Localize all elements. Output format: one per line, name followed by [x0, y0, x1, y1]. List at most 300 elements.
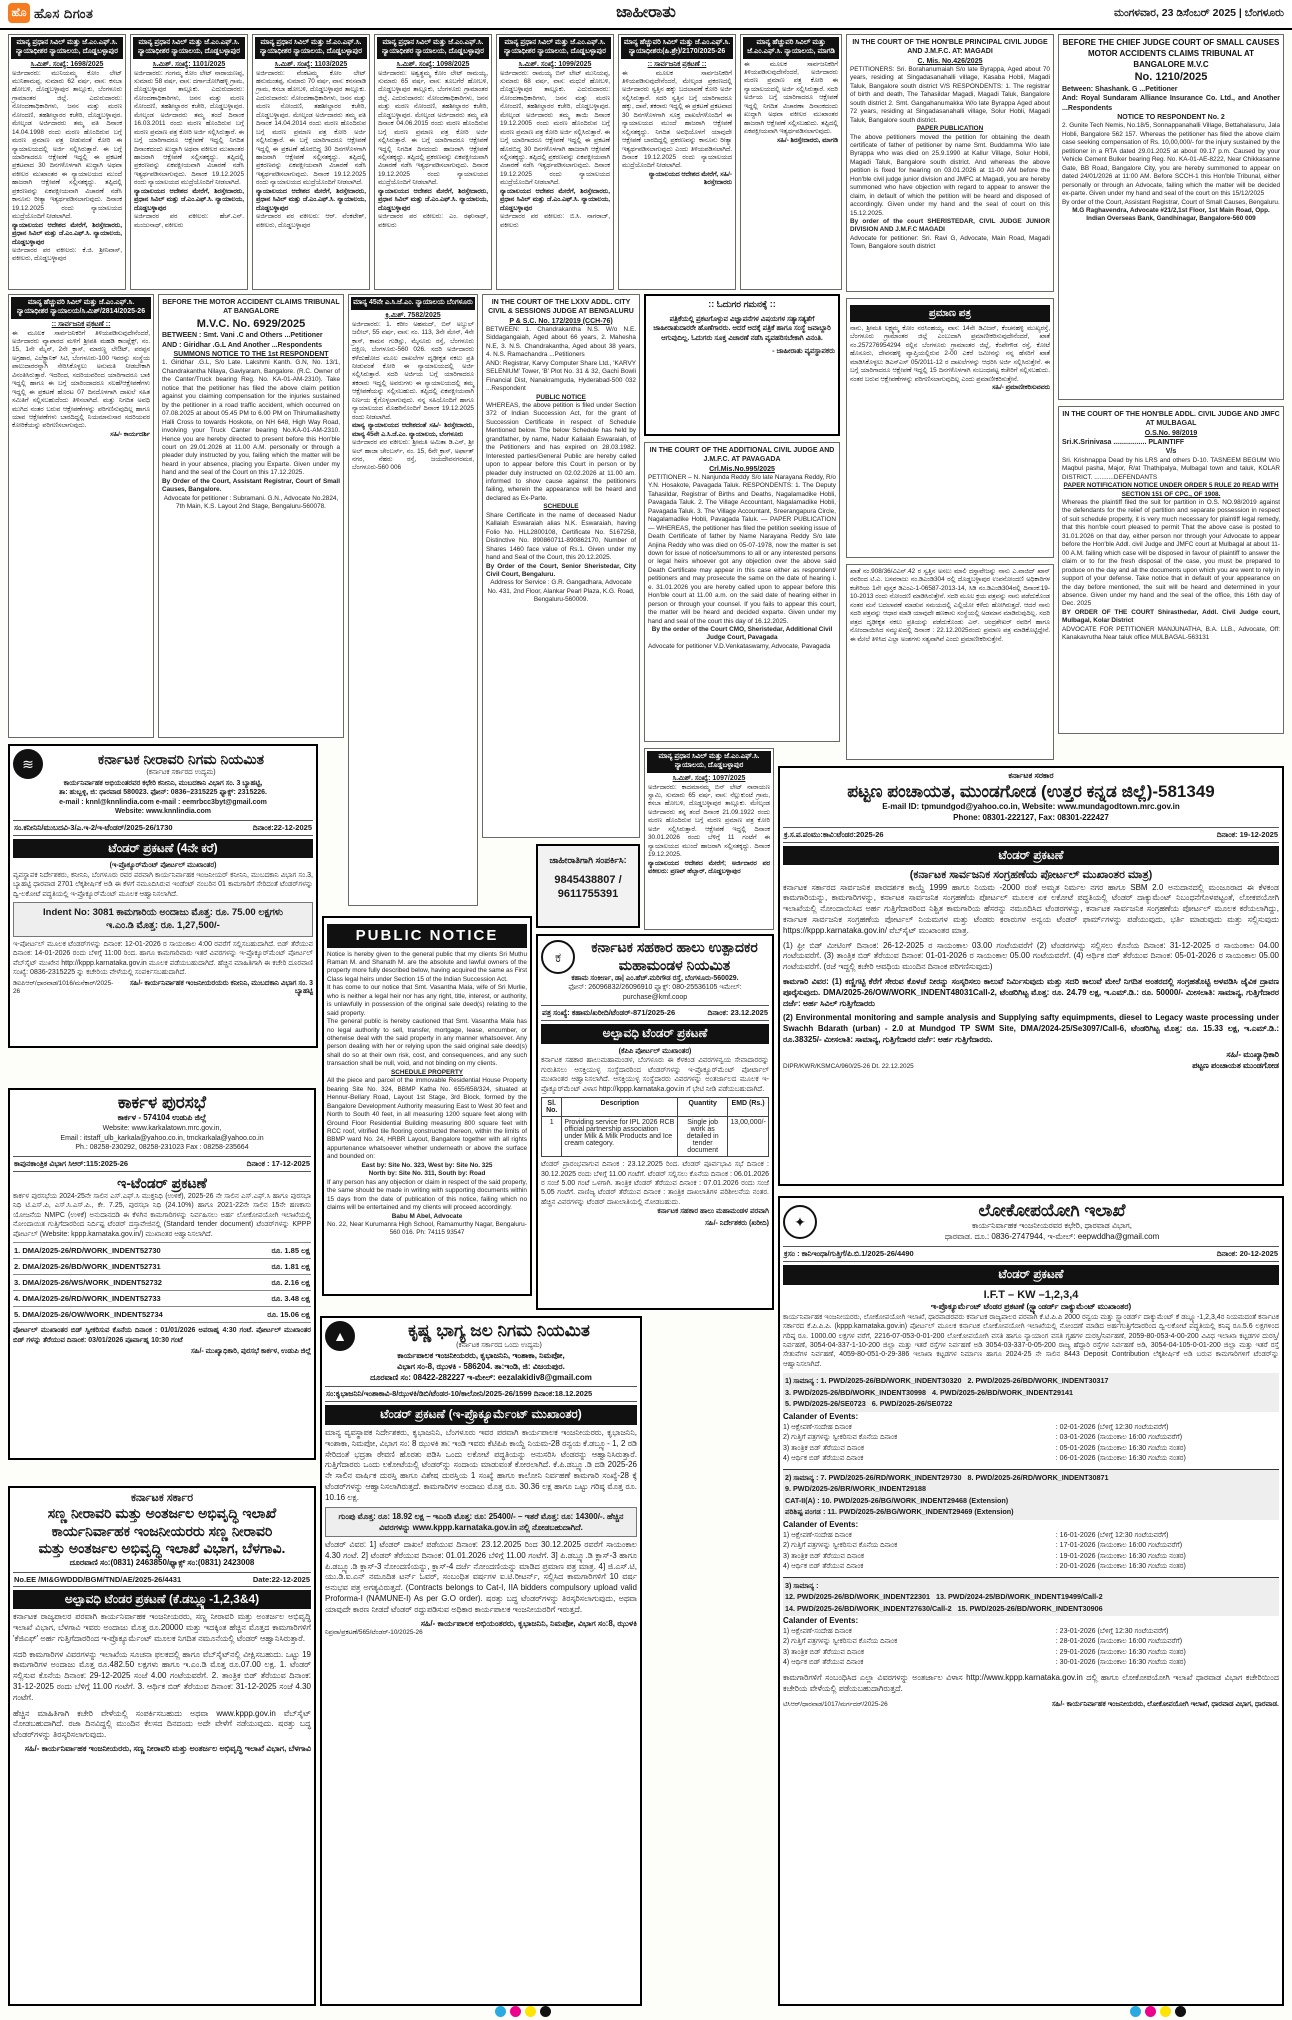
pwd-sub1: ಕಾರ್ಯನಿರ್ವಾಹಕ ಇಂಜನೀಯರವರ ಕಛೇರಿ, ಧಾರವಾಡ ವಿಭಾಗ, [972, 1221, 1132, 1231]
court-notice-doddaballapura-2 [130, 34, 248, 290]
cal-label: 1) ಆಕ್ಷೇಪಣೆ-ಸಂದೇಹ ದಿನಾಂಕ [783, 1423, 852, 1431]
kbjnl-address1: ಕಾರ್ಯಪಾಲಕ ಇಂಜನೀಯರರು, ಕೃಭಾಜನಿನಿ, ಇಂಶಾಕಾ, ನಿಮಪೋ, [397, 1351, 565, 1360]
work-amount: ರೂ. 3.48 ಲಕ್ಷ [271, 1293, 310, 1303]
respondent-line: AND: Registrar, Karvy Computer Share Ltd., 'KARVY SELENIUM' Tower, 'B' Plot No. 31 & 32, Gachi Bowli Financial Dist, Nanakramguda, Hyderabad-500 032 ...Respondent [486, 359, 636, 393]
knnl-logo-icon: ≋ [13, 749, 43, 779]
respondent-line: And: Royal Sundaram Alliance Insurance Co. Ltd., and Another ...Respondents [1062, 95, 1280, 112]
knnl-emails: e-mail : knnl@knnlindia.com e-mail : eemrbcc3byt@gmail.com [59, 798, 267, 806]
advocate-line: Advocate for petitioner V.D.Venkataswamy, Advocate, Pavagada [648, 642, 831, 650]
advocate-line: Advocate for petitioner: Sri. Ravi G, Advocate, Main Road, Magadi Town, Bangalore south district [850, 234, 1050, 251]
court-notice-pavagada [644, 442, 840, 742]
mi-banner: ಅಲ್ಪಾವಧಿ ಟೆಂಡರ ಪ್ರಕಟಣೆ (ಕೆ.ಡಬ್ಲ್ಯೂ-1,2,3&4) [13, 1590, 311, 1610]
notice-footer: ಸಹಿ/- ಕಾರ್ಯದರ್ಶಿ [110, 430, 150, 438]
cal-label: 3) ತಾಂತ್ರಿಕ ಬಿಡ್ ತೆರೆಯುವ ದಿನಾಂಕ [783, 1444, 864, 1452]
notice-title: BEFORE THE CHIEF JUDGE COURT OF SMALL CAUSES MOTOR ACCIDENTS CLAIMS TRIBUNAL AT BANGALORE M.V.C [1062, 38, 1280, 69]
cal-label: 3) ತಾಂತ್ರಿಕ ಬಿಡ್ ತೆರೆಯುವ ದಿನಾಂಕ [783, 1648, 864, 1656]
notice-court-header: ಮಾನ್ಯ ಹೆಚ್ಚುವರಿ ಸಿವಿಲ್ ಮತ್ತು ಜೆ.ಎಂ.ಎಫ್.ಸಿ. ನ್ಯಾಯಾಲಯ, ಮಾಗಡಿ [743, 37, 839, 59]
work-amount: ರೂ. 2.16 ಲಕ್ಷ [271, 1277, 310, 1287]
knnl-address: ಕಾರ್ಯನಿರ್ವಾಹಕ ಅಭಿಯಂತರವರ ಕಛೇರಿ ಕನೀನಿನಿ, ಮುಬದಕಾನಿ ವಿಭಾಗ ಸಂ. 3 ಬ್ಯಾಹಟ್ಟಿ, [63, 780, 263, 787]
order-line: By the order of the Court CMO, Sheristedar, Additional Civil Judge Court, Pavagada [651, 626, 833, 642]
mi-phone: ದೂರವಾಣಿ ಸಂ:(0831) 2463850/ಫ್ಯಾಕ್ಸ್ ಸಂ:(0831) 2423008 [69, 1557, 255, 1567]
work-amount: ರೂ. 15.06 ಲಕ್ಷ [267, 1309, 310, 1319]
public-notice-subhead: :: ಸಾರ್ವಜನಿಕ ಪ್ರಕಟಣೆ :: [51, 320, 111, 328]
pn-para4: If any person has any objection or claim in respect of the said property, the same should be made in writing with supporting documents within 15 days from the date of publication of this notice, failing which no claims will be entertained and my clients will proceed accordingly. [327, 1178, 527, 1212]
mundgod-ref: ಕ್ರ.ಸ.ಪ.ಪಂಮು:ಕಾವಿ:ಟೆಂಡರ:2025-26 [784, 829, 884, 839]
notice-body: ಅರ್ಜಿದಾರರು: 1. ಕರೀಂ ಅಹಮದ್, ಬಿನ್ ಅಬ್ದುಲ್ ಜಲೀಲ್, 55 ವರ್ಷ, ವಾಸ: ನಂ. 113, 3ನೇ ಮೇನ್, 4ನೇ ಕ್ರಾಸ್, ಕಾಮನ ಗುಡಿಸ್ಲು, ಮೈಸೂರು ರಸ್ತೆ, ಬೆಂಗಳೂರು ದಕ್ಷಿಣ, ಬೆಂಗಳೂರು-560 026. ಸದರಿ ಅರ್ಜಿದಾರರು ಕಳೆದುಹೋದ ಮೂಲ ದಾಖಲೆಗಳ ದೃಢೀಕೃತ ನಕಲು ಪ್ರತಿ ನೀಡುವಂತೆ ಕೋರಿ ಈ ನ್ಯಾಯಾಲಯದಲ್ಲಿ ಅರ್ಜಿ ಸಲ್ಲಿಸಿರುತ್ತಾರೆ. ಸದರಿ ಅರ್ಜಿಯ ಬಗ್ಗೆ ಯಾರಿಗಾದರೂ ತಕರಾರು ಇದ್ದಲ್ಲಿ ಅವರುಗಳು ಈ ನ್ಯಾಯಾಲಯದಲ್ಲಿ ತಮ್ಮ ಆಕ್ಷೇಪಣೆಯನ್ನು ಸಲ್ಲಿಸಬಹುದು. ತಪ್ಪಿದಲ್ಲಿ ಏಕಪಕ್ಷೀಯವಾಗಿ ನಿರ್ಣಯ ಕೈಗೊಳ್ಳಲಾಗುವುದು. ನನ್ನ ಸಹಿಯೊಂದಿಗೆ ಹಾಗೂ ನ್ಯಾಯಾಲಯದ ಮೊಹರಿನೊಂದಿಗೆ ದಿನಾಂಕ 19.12.2025 ರಂದು ನೀಡಲಾಗಿದೆ. [352, 320, 474, 421]
work-code: 5. DMA/2025-26/OW/WORK_INDENT52734 [14, 1309, 163, 1319]
group-label: 3) ಸಾಮಾನ್ಯ : [785, 1580, 819, 1590]
notice-court-header: ಮಾನ್ಯ ಪ್ರಧಾನ ಸಿವಿಲ್ ಮತ್ತು ಜೆ.ಎಂ.ಎಫ್.ಸಿ. ನ್ಯಾಯಾಧೀಶರ ನ್ಯಾಯಾಲಯ, ದೊಡ್ಡಬಳ್ಳಾಪುರ [377, 37, 489, 59]
cal-label: 4) ಆರ್ಥಿಕ ಬಿಡ್ ತೆರೆಯುವ ದಿನಾಂಕ [783, 1659, 864, 1667]
notice-body: ಈ ಮೂಲಕ ಸಾರ್ವಜನಿಕರಿಗೆ ತಿಳಿಯಪಡಿಸುವುದೇನೆಂದರೆ, ಅರ್ಜಿದಾರರು ಮರಣ ಪ್ರಮಾಣ ಪತ್ರ ಕೋರಿ ಈ ನ್ಯಾಯಾಲಯದಲ್ಲಿ ಅರ್ಜಿ ಸಲ್ಲಿಸಿರುತ್ತಾರೆ. ಸದರಿ ಅರ್ಜಿಯ ಬಗ್ಗೆ ಯಾರಿಗಾದರೂ ಆಕ್ಷೇಪಣೆ ಇದ್ದಲ್ಲಿ ನಿಗದಿತ ವಿಚಾರಣಾ ದಿನಾಂಕದಂದು ಖುದ್ದಾಗಿ ಅಥವಾ ವಕೀಲರ ಮುಖಾಂತರ ಹಾಜರಾಗಿ ಆಕ್ಷೇಪಣೆ ಸಲ್ಲಿಸಬಹುದು. ತಪ್ಪಿದಲ್ಲಿ ಏಕಪಕ್ಷೀಯವಾಗಿ ಇತ್ಯರ್ಥಪಡಿಸಲಾಗುವುದು. [744, 60, 838, 136]
kmf-phone: ಫೋನ್: 26096832/26096910 ಫ್ಯಾಕ್ಸ್: 080-25536105 ಇಮೇಲ್: purchase@kmf.coop [568, 984, 742, 1001]
cal-label: 2) ಗುತ್ತಿಗೆ ಪತ್ರಗಳನ್ನು ಸ್ವೀಕರಿಸುವ ಕೊನೆಯ ದಿನಾಂಕ [783, 1434, 898, 1442]
date-line: ಮಂಗಳವಾರ, 23 ಡಿಸೆಂಬರ್ 2025 | ಬೆಂಗಳೂರು [1113, 7, 1284, 19]
case-number: ಸಿ.ಮಿಶ್. ಸಂಖ್ಯೆ: 1101/2025 [152, 60, 226, 68]
mundgod-banner: ಟೆಂಡರ್ ಪ್ರಕಟಣೆ [783, 846, 1279, 866]
cat2a-label: CAT-II(A) : [785, 1495, 820, 1505]
notice-title: IN THE COURT OF THE ADDITIONAL CIVIL JUDGE AND J.M.F.C. AT PAVAGADA [649, 447, 835, 464]
kbjnl-ref: ಸಂ:ಕೃಭಾಜನಿನಿ/ಇಂಶಾಕಾವಿ-8/ಝುಳಕಿ/ಡಿಬಿ/ಟೆಂಡರ-10/ಕಾಲೋನಿ/2025-26/1599 ದಿನಾಂಕ:18.12.2025 [326, 1389, 593, 1399]
pwd-footer-para: ಕಾಮಗಾರಿಗಳಿಗೆ ಸಂಬಂಧಿಸಿದ ಎಲ್ಲಾ ವಿವರಗಳನ್ನು ಅಂತರ್ಜಾಲ ವಿಳಾಸ http://www.kppp.karnataka.gov.in ದಲ್ಲಿ ಹಾಗೂ ಲೋಕೋಪಯೋಗಿ ಇಲಾಖೆ ಧಾರವಾಡ ವಿಭಾಗ ಕಚೇರಿಯಿಂದ ಕಚೇರಿಯ ವೇಳೆಯಲ್ಲಿ ಪಡೆಯಬಹುದಾಗಿರುತ್ತದೆ. [783, 1672, 1279, 1693]
pn-bounds2: North by: Site No. 311, South by: Road [368, 1170, 486, 1178]
notice-court-header: ಮಾನ್ಯ 45ನೇ ಎ.ಸಿ.ಜೆ.ಎಂ. ನ್ಯಾಯಾಲಯ ಬೆಂಗಳೂರು [351, 297, 475, 310]
mi-title3: ಮತ್ತು ಅಂತರ್ಜಲ ಅಭಿವೃದ್ಧಿ ಇಲಾಖೆ ವಿಭಾಗ, ಬೆಳಗಾವಿ. [38, 1540, 286, 1557]
notice-footer: ಮಾನ್ಯ ನ್ಯಾಯಾಲಯದ ಆದೇಶದಂತೆ ಸಹಿ/- ಶಿರಸ್ತೇದಾರರು, ಮಾನ್ಯ 45ನೇ ಎ.ಸಿ.ಜೆ.ಎಂ. ನ್ಯಾಯಾಲಯ, ಬೆಂಗಳೂರು [352, 422, 474, 438]
pn-para3: The general public is hereby cautioned that Smt. Vasantha Mala has no legal authority to sell, transfer, mortgage, lease, encumber, or otherwise deal with the said property in any manner whatsoever. Any person dealing with her or relying upon the said original sale deed(s) shall do so at their own risk, cost, and consequences, and any such transaction shall be null, void, and not binding on my clients. [327, 1018, 527, 1068]
court-notice-doddaballapura-1 [8, 34, 126, 290]
knnl-tender-ad [8, 744, 318, 1048]
case-number: M.V.C. No. 6929/2025 [196, 317, 306, 330]
tender-item-row [13, 1275, 311, 1291]
case-number: ಕ್ರಿ.ಮಿಶ್. 7582/2025 [385, 311, 441, 319]
court-notice-addl-civil [618, 34, 736, 290]
cal-label: 3) ತಾಂತ್ರಿಕ ಬಿಡ್ ತೆರೆಯುವ ದಿನಾಂಕ [783, 1552, 864, 1560]
work-indent: 8. PWD/2025-26/RD/WORK_INDENT30871 [967, 1472, 1109, 1482]
summons-head: SUMMONS NOTICE TO THE 1st RESPONDENT [173, 351, 329, 359]
karkala-signature: ಸಹಿ/- ಮುಖ್ಯಾಧಿಕಾರಿ, ಪುರಸಭೆ ಕಾರ್ಕಳ, ಉಡುಪಿ ಜಿಲ್ಲೆ [190, 1348, 311, 1356]
yellow-dot [525, 2006, 536, 2017]
kbjnl-title: ಕೃಷ್ಣ ಭಾಗ್ಯ ಜಲ ನಿಗಮ ನಿಯಮಿತ [408, 1321, 590, 1341]
mi-title2: ಕಾರ್ಯನಿರ್ವಾಹಕ ಇಂಜನೀಯರರು ಸಣ್ಣ ನೀರಾವರಿ [51, 1522, 273, 1539]
mundgod-phone: Phone: 08301-222127, Fax: 08301-222427 [953, 812, 1109, 822]
cal-value: : 05-01-2026 (ಸಾಯಂಕಾಲ 16:30 ಗಂಟೆಯ ನಂತರ) [1055, 1444, 1186, 1452]
notice-head: NOTICE TO RESPONDENT No. 2 [1117, 114, 1225, 121]
notice-court-header: ಮಾನ್ಯ ಹೆಚ್ಚುವರಿ ಸಿವಿಲ್ ಮತ್ತು ಜೆ.ಎಂ.ಎಫ್.ಸಿ. ನ್ಯಾಯಾಧೀಶರು(ಹಿ.ಶ್ರೇ)/2170/2025-26 [621, 37, 733, 59]
mundgod-dipr: DIPR/KWR/KSMCA/960/25-26 Dt. 22.12.2025 [783, 1062, 914, 1070]
kmf-tender-ad [536, 934, 774, 1310]
pwd-date: ದಿನಾಂಕ: 20-12-2025 [1216, 1248, 1278, 1258]
pwd-signature: ಸಹಿ/- ಕಾರ್ಯನಿರ್ವಾಹಕ ಇಂಜನೀಯರರು, ಲೋಕೋಪಯೋಗಿ ಇಲಾಖೆ, ಧಾರವಾಡ ವಿಭಾಗ, ಧಾರವಾಡ. [1051, 1701, 1279, 1709]
readers-sign: - ಜಾಹೀರಾತು ವ್ಯವಸ್ಥಾಪಕರು [772, 348, 835, 355]
advocate-line: ಅರ್ಜಿದಾರರ ಪರ ವಕೀಲರು: ಹೆಚ್.ಎನ್. ಮಂಜುನಾಥ್, ವಕೀಲರು [134, 213, 244, 229]
pn-para1: Notice is hereby given to the general public that my clients Sri Muthu Raman M. and Shanath M. are the absolute and lawful owners of the property more fully described below, having acquired the same as First Class legal heirs under Section 15 of the Indian Succession Act. [327, 950, 527, 983]
knnl-portal-line: (ಇ-ಪ್ರೊಕ್ಯೂರ್‌ಮೆಂಟ್ ಪೋರ್ಟಲ್ ಮುಖಾಂತರ) [109, 862, 217, 870]
advertise-contact-box [536, 844, 640, 928]
notice-body: ಈ ಮೂಲಕ ಸಾರ್ವಜನಿಕರಿಗೆ ತಿಳಿಯಪಡಿಸುವುದೇನೆಂದರೆ, ಅರ್ಜಿದಾರರು ವ್ಯಾಪಾರದ ಮಳಿಗೆ ಶ್ರೀಪತಿ ಮಹಡಿ ಕಾಂಪ್ಲೆಕ್ಸ್, ನಂ. 15, 1ನೇ ಮೈನ್, 2ನೇ ಕ್ರಾಸ್, ಮಾರಣ್ಣ ಲೇಔಟ್, ಪರಪ್ಪನ ಅಗ್ರಹಾರ, ಎಲೆಕ್ಟ್ರಾನಿಕ್ ಸಿಟಿ, ಬೆಂಗಳೂರು-100 ಇವರನ್ನು ಸಂಸ್ಥೆಯ ಪಾಲುದಾರರನ್ನಾಗಿ ಸೇರಿಸಿಕೊಳ್ಳಲು ಅನುಮತಿ ನೀಡಬೇಕಾಗಿ ವಿನಂತಿಸಿರುತ್ತಾರೆ. ಇದರಿಂದ, ಸದರಿಯವರಿಂದ ಯಾರಿಗಾದರೂ ಬಾಕಿ ಇದ್ದಲ್ಲಿ ಹಾಗೂ ಈ ಬಗ್ಗೆ ಯಾರಿಂದಾದರೂ ಸಲಹೆ/ಆಕ್ಷೇಪಣೆಗಳು ಇದ್ದಲ್ಲಿ ಈ ಪ್ರಕಟಣೆ ಹೊರಟ 07 ದಿನದೊಳಗಾಗಿ ದಾಖಲೆ ಸಹಿತ ಸಮಿತಿಗೆ ಸಲ್ಲಿಸಬಹುದೆಂದು ತಿಳಿಸಲಾಗಿದೆ. ಮತ್ತು ನಿಗದಿತ ಅವಧಿ ಮುಗಿದ ನಂತರ ಬರುವ ಆಕ್ಷೇಪಣೆಗಳನ್ನು ಪರಿಗಣಿಸುವುದಿಲ್ಲ ಹಾಗೂ ಯಾವ ಆಕ್ಷೇಪಣೆಗಳು ಬಾರದಿದ್ದಲ್ಲಿ ನಿಯಮಾನುಸಾರ ಸದರಿಯವರ ಕೋರಿಕೆಯನ್ನು ಪರಿಗಣಿಸಲಾಗುವುದು. [12, 329, 150, 430]
cal-value: : 29-01-2026 (ಸಾಯಂಕಾಲ 16:30 ಗಂಟೆಯ ನಂತರ) [1055, 1648, 1186, 1656]
work-indent: 5. PWD/2025-26/SE0723 [785, 1399, 866, 1409]
court-notice-mvc-1210 [1058, 34, 1284, 400]
kbjnl-amounts: ಗುಂಪು ಮೊತ್ತ: ರೂ: 18.92 ಲಕ್ಷ – ಇಎಂಡಿ ಮೊತ್ತ: ರೂ: 25400/- – ಇತರೆ ಮೊತ್ತ: ರೂ: 14300/-. ಹೆಚ್ಚಿನ ವಿವರಗಳನ್ನು www.kppp.karnataka.gov.in ನಲ್ಲಿ ನೋಡಬಹುದಾಗಿದೆ. [325, 1507, 637, 1537]
work-code: 4. DMA/2025-26/RD/WORK_INDENT52733 [14, 1293, 161, 1303]
kmf-portal-line: (ಕೆಪಿಪಿ ಪೋರ್ಟಲ್ ಮುಖಾಂತರ) [618, 1047, 692, 1055]
knnl-para2: ಇ-ಪೋರ್ಟಲ್ ಮೂಲಕ ಟೆಂಡರ್‌ಗಳನ್ನು ದಿನಾಂಕ: 12-01-2026 ರ ಸಾಯಂಕಾಲ 4:00 ರವರೆಗೆ ಸಲ್ಲಿಸಬಹುದಾಗಿದೆ. ಬಿಡ್ ತೆರೆಯುವ ದಿನಾಂಕ: 14-01-2026 ರಂದು ಬೆಳಿಗ್ಗೆ 11:00 ರಿಂದ. ಹಾಗೂ ಕಾಮಗಾರಿವಾರು ಇತರೆ ವಿವರಗಳನ್ನು ಇ-ಪ್ರೊಕ್ಯೂರ್‌ಮೆಂಟ್ ಪೋರ್ಟಲ್ ವೆಬ್‌ಸೈಟ್ ಮುಖೇನ http://kppp.karnataka.gov.in ಮೂಲಕ ಪಡೆಯಬಹುದಾಗಿದೆ. ಹೆಚ್ಚಿನ ಮಾಹಿತಿಗಾಗಿ ಈ ಕಚೇರಿ ದೂರವಾಣಿ ಸಂಖ್ಯೆ: 0836-2315225 ನ್ನು ಕಚೇರಿಯ ವೇಳೆಯಲ್ಲಿ ಸಂಪರ್ಕಿಸಬಹುದಾಗಿದೆ. [13, 940, 313, 976]
notice-footer: ನ್ಯಾಯಾಲಯದ ಆದೇಶದ ಮೇರೆಗೆ, ಶಿರಸ್ತೇದಾರರು, ಪ್ರಧಾನ ಸಿವಿಲ್ ಮತ್ತು ಜೆ.ಎಂ.ಎಫ್.ಸಿ. ನ್ಯಾಯಾಲಯ, ದೊಡ್ಡಬಳ್ಳಾಪುರ [12, 221, 122, 246]
notice-footer: ನ್ಯಾಯಾಲಯದ ಆದೇಶದ ಮೇರೆಗೆ, ಶಿರಸ್ತೇದಾರರು, ಪ್ರಧಾನ ಸಿವಿಲ್ ಮತ್ತು ಜೆ.ಎಂ.ಎಫ್.ಸಿ. ನ್ಯಾಯಾಲಯ, ದೊಡ್ಡಬಳ್ಳಾಪುರ [378, 187, 488, 212]
notice-body: ಅರ್ಜಿದಾರರು: ಅಶ್ವತ್ಥಮ್ಮ ಕೋಂ ಲೇಟ್ ರಾಮಯ್ಯ, ಸುಮಾರು 65 ವರ್ಷ, ವಾಸ: ತೂಬಗೆರೆ ಹೋಬಳಿ, ದೊಡ್ಡಬಳ್ಳಾಪುರ ತಾಲ್ಲೂಕು, ಬೆಂಗಳೂರು ಗ್ರಾಮಾಂತರ ಜಿಲ್ಲೆ. ಎದುರುದಾರರು: ನೋಂದಣಾಧಿಕಾರಿಗಳು, ಜನನ ಮತ್ತು ಮರಣ ನೋಂದಣಿ, ತಹಶೀಲ್ದಾರರ ಕಚೇರಿ, ದೊಡ್ಡಬಳ್ಳಾಪುರ. ಮೇಲ್ಕಂಡ ಅರ್ಜಿದಾರರು ತಮ್ಮ ಪತಿ ದಿನಾಂಕ 04.06.2015 ರಂದು ಮರಣ ಹೊಂದಿರುವ ಬಗ್ಗೆ ಮರಣ ಪ್ರಮಾಣ ಪತ್ರ ಕೋರಿ ಅರ್ಜಿ ಸಲ್ಲಿಸಿರುತ್ತಾರೆ. ಈ ಬಗ್ಗೆ ಯಾರಿಗಾದರೂ ಆಕ್ಷೇಪಣೆ ಇದ್ದಲ್ಲಿ ನಿಗದಿತ ದಿನದಂದು ಹಾಜರಾಗಿ ಆಕ್ಷೇಪಣೆ ಸಲ್ಲಿಸತಕ್ಕದ್ದು. ತಪ್ಪಿದಲ್ಲಿ ಪ್ರಕರಣವನ್ನು ಏಕಪಕ್ಷೀಯವಾಗಿ ವಿಚಾರಣೆ ನಡೆಸಿ ಇತ್ಯರ್ಥಪಡಿಸಲಾಗುವುದು. ದಿನಾಂಕ 19.12.2025 ರಂದು ನ್ಯಾಯಾಲಯದ ಮುದ್ರೆಯೊಂದಿಗೆ ನೀಡಲಾಗಿದೆ. [378, 69, 488, 187]
cal-label: 1) ಆಕ್ಷೇಪಣೆ-ಸಂದೇಹ ದಿನಾಂಕ [783, 1531, 852, 1539]
notice-court-header: ಮಾನ್ಯ ಹೆಚ್ಚುವರಿ ಸಿವಿಲ್ ಮತ್ತು ಜೆ.ಎಂ.ಎಫ್.ಸಿ. ನ್ಯಾಯಾಧೀಶರ ನ್ಯಾಯಾಲಯ/ಸಿ.ಮಿಶ್/2814/2025-26 [11, 297, 151, 319]
readers-title: :: ಓದುಗರ ಗಮನಕ್ಕೆ :: [708, 299, 776, 309]
knnl-signature: ಸಹಿ/- ಕಾರ್ಯನಿರ್ವಾಹಕ ಇಂಜನೀಯರಯರು ಕನೀನಿನಿ, ಮುಬದಕಾನಿ ವಿಭಾಗ ಸಂ. 3 ಬ್ಯಾಹಟ್ಟಿ [129, 980, 313, 996]
magenta-dot [510, 2006, 521, 2017]
mi-para1: ಕರ್ನಾಟಕ ರಾಜ್ಯಪಾಲರ ಪರವಾಗಿ ಕಾರ್ಯನಿರ್ವಾಹಕ ಇಂಜನೀಯರರು, ಸಣ್ಣ ನೀರಾವರಿ ಮತ್ತು ಅಂತರ್ಜಲ ಅಭಿವೃದ್ಧಿ ಇಲಾಖೆ ವಿಭಾಗ, ಬೆಳಗಾವಿ ಇವರು ಅಂದಾಜು ಮೊತ್ತ ರೂ.20000 ಮತ್ತು ಇದಕ್ಕಿಂತ ಹೆಚ್ಚಿನ ಮೊತ್ತದ ಕಾಮಗಾರಿಗಳಿಗೆ 'ಕೆಜಿಎಫ್' ಅರ್ಹ ಗುತ್ತಿಗೆದಾರರಿಂದ ಇ-ಪ್ರೊಕ್ಯೂರ್ಮೆಂಟ್ ಮೂಲಕ ನಿಗದಿತ ನಮೂನೆಯಲ್ಲಿ ಟೆಂಡರ್ ಆಹ್ವಾನಿಸಿರುತ್ತಾರೆ. [13, 1612, 311, 1643]
advocate-line: M.G Raghavendra, Advocate #21/2,1st Floor, 1st Main Road, Opp. Indian Overseas Bank, Gandhinagar, Bangalore-560 009 [1072, 206, 1270, 223]
pwd-sub3: ಇ-ಪ್ರೊಕ್ಯೂರ್ಮೆಂಟ್ ಟೆಂಡರ ಪ್ರಕಟಣೆ (ಸ್ಟ್ಯಾಂಡರ್ಡ್ ದಾಕ್ಯುಮೆಂಟ್ ಮುಖಾಂತರ) [930, 1301, 1132, 1311]
work-code: 1. DMA/2025-26/RD/WORK_INDENT52730 [14, 1245, 161, 1255]
kbjnl-phone: ದೂರವಾಣಿ ಸಂ: 08422-282227 ಇ-ಮೇಲ್: eezalakidiv8@gmail.com [370, 1372, 592, 1382]
karkala-title: ಕಾರ್ಕಳ ಪುರಸಭೆ [117, 1093, 207, 1112]
pwd-logo-icon: ✦ [783, 1205, 817, 1239]
advocate-line: ಅರ್ಜಿದಾರರ ಪರ ವಕೀಲರು: ಶ್ರೀಮತಿ ಅಮಿತಾ ಡಿ.ಎಸ್, ಶ್ರೀ ಅಲ್ ಹಾಜಾ ಚೇಂಬರ್ಸ್, ನಂ. 15, 6ನೇ ಕ್ರಾಸ್, ಅರ್ಫಾತ್ ನಗರ, ನೆಹರು ರಸ್ತೆ, ಜಯದೇವನಗರಮಠ, ಬೆಂಗಳೂರು-560 006 [352, 439, 474, 472]
pwd-title: ಲೋಕೋಪಯೋಗಿ ಇಲಾಖೆ [978, 1201, 1126, 1220]
st-label: ಪರಿಶಿಷ್ಟ ಪಂಗಡ : [785, 1507, 826, 1517]
cell-description: Providing service for IPL 2026 RCB official partnership association under Milk & Milk Products and Ice cream category. [562, 1117, 678, 1157]
court-notice-magadi-kannada [740, 34, 842, 290]
notice-footer: ನ್ಯಾಯಾಲಯದ ಆದೇಶದ ಮೇರೆಗೆ, ಶಿರಸ್ತೇದಾರರು, ಪ್ರಧಾನ ಸಿವಿಲ್ ಮತ್ತು ಜೆ.ಎಂ.ಎಫ್.ಸಿ. ನ್ಯಾಯಾಲಯ, ದೊಡ್ಡಬಳ್ಳಾಪುರ [134, 187, 244, 212]
advocate-line: Address for Service : G.R. Gangadhara, Advocate No. 431, 2nd Floor, Alankar Pearl Plaza, K.G. Road, Bengaluru-560009. [487, 579, 635, 604]
cal-value: : 20-01-2026 (ಸಾಯಂಕಾಲ 16:30 ಗಂಟೆಯ ನಂತರ) [1055, 1563, 1186, 1570]
khata-declaration-notice [846, 564, 1054, 760]
order-line: By order of the court SHERISTEDAR, CIVIL JUDGE JUNIOR DIVISION AND J.M.F.C MAGADI [850, 218, 1050, 234]
notice-body: ಈ ಮೂಲಕ ಸಾರ್ವಜನಿಕರಿಗೆ ತಿಳಿಯಪಡಿಸುವುದೇನೆಂದರೆ, ಮೇಲ್ಕಂಡ ಪ್ರಕರಣದಲ್ಲಿ ಅರ್ಜಿದಾರರು ಸ್ವತ್ತಿನ ಹಕ್ಕು ಬದಲಾವಣೆ ಕೋರಿ ಅರ್ಜಿ ಸಲ್ಲಿಸಿರುತ್ತಾರೆ. ಸದರಿ ಸ್ವತ್ತಿನ ಬಗ್ಗೆ ಯಾರಿಗಾದರೂ ಹಕ್ಕು, ದಾವೆ, ತಕರಾರು ಇದ್ದಲ್ಲಿ ಈ ಪ್ರಕಟಣೆ ಪ್ರಕಟವಾದ 30 ದಿನಗಳೊಳಗಾಗಿ ಸೂಕ್ತ ದಾಖಲೆಗಳೊಂದಿಗೆ ಈ ನ್ಯಾಯಾಲಯದ ಮುಂದೆ ಹಾಜರಾಗಿ ಆಕ್ಷೇಪಣೆ ಸಲ್ಲಿಸತಕ್ಕದ್ದು. ನಿಗದಿತ ಅವಧಿಯೊಳಗೆ ಯಾವುದೇ ಆಕ್ಷೇಪಣೆ ಬಾರದಿದ್ದಲ್ಲಿ ಪ್ರಕರಣವನ್ನು ಕಾನೂನು ರೀತ್ಯಾ ಇತ್ಯರ್ಥಪಡಿಸಲಾಗುವುದು ಎಂದು ತಿಳಿಯಪಡಿಸಲಾಗಿದೆ. ದಿನಾಂಕ 19.12.2025 ರಂದು ನ್ಯಾಯಾಲಯದ ಮುದ್ರೆಯೊಂದಿಗೆ ನೀಡಲಾಗಿದೆ. [622, 69, 732, 170]
case-number: ಸಿ.ಮಿಶ್. ಸಂಖ್ಯೆ: 1097/2025 [672, 774, 746, 782]
plaintiff-line: Sri.K.Srinivasa ................. PLAINTIFF [1062, 438, 1185, 446]
kmf-tender-table [541, 1097, 769, 1157]
cal-label: 2) ಗುತ್ತಿಗೆ ಪತ್ರಗಳನ್ನು ಸ್ವೀಕರಿಸುವ ಕೊನೆಯ ದಿನಾಂಕ [783, 1638, 898, 1646]
kmf-ref: ಪತ್ರ ಸಂಖ್ಯೆ: ಕಹಾಮ/ಖರೀದಿ/ಟೆಂಡರ್-871/2025-26 [542, 1008, 676, 1018]
kmf-table-row [542, 1117, 769, 1157]
notice-footer: ನ್ಯಾಯಾಲಯದ ಆದೇಶದ ಮೇರೆಗೆ; ಅರ್ಜಿದಾರರ ಪರ ವಕೀಲರು: ಪ್ರಣವ್ ಹೆಬ್ಬಾರ್, ದೊಡ್ಡಬಳ್ಳಾಪುರ [648, 859, 770, 876]
pn-schedule: All the piece and parcel of the immovable Residential House Property bearing Site No. 324, BBMP Katha No. 655/658/324, situated at Hennur-Bellary Road, Layout 1st Stage, 3rd Block, formed by the Bangalore Development Authority measuring East to West 30 feet and North to South 40 feet, in all measuring 1200 square feet along with Ground Floor Residential Building measuring 800 square feet with RCC roof, vitrified tile flooring constructed thereon, within the limits of BBMP ward No. 24, HRBR Layout, Bangalore together with all rights appurtenance whatsoever whether underneath or above the surface and bounded on: [327, 1077, 527, 1161]
work-amount: ರೂ. 1.81 ಲಕ್ಷ [271, 1261, 310, 1271]
knnl-indent-line: Indent No: 3081 ಕಾಮಗಾರಿಯ ಅಂದಾಜು ಮೊತ್ತ: ರೂ. 75.00 ಲಕ್ಷಗಳು [43, 907, 283, 919]
defendants-line: Sri. Krishnappa Dead by his LRS and others D-10. TASNEEM BEGUM W/o Maqbul pasha, Major, R/at Thathipalya, Mulbagal town and taluk, KOLAR DISTRICT. ...........DEFENDANTS [1062, 456, 1280, 481]
calendar-head: Calander of Events: [783, 1519, 859, 1529]
karkala-email: Email : itstaff_ulb_karkala@yahoo.co.in, tmckarkala@yahoo.co.in [60, 1134, 264, 1142]
knnl-banner: ಟೆಂಡರ್ ಪ್ರಕಟಣೆ (4ನೇ ಕರೆ) [13, 839, 313, 859]
karkala-ref: ಕಾಪುನಕಾಂತ್ರಿಕ ವಿಭಾಗ ಸಿಆರ್:115:2025-26 [14, 1158, 129, 1168]
notice-footer: ಸಹಿ/- ಶಿರಸ್ತೇದಾರರು, ಮಾಗಡಿ [777, 136, 838, 144]
pn-para2: It has come to our notice that Smt. Vasantha Mala, wife of Sri Murlie, who is neither a legal heir nor has any right, title, interest, or authority, is unlawfully in possession of the original sale deed(s) relating to the said property. [327, 984, 527, 1017]
kmf-logo-icon: ಕ [541, 940, 575, 974]
mundgod-gov: ಕರ್ನಾಟಕ ಸರಕಾರ [1008, 771, 1054, 780]
pwd-group3 [783, 1577, 1279, 1617]
notice-footer: ನ್ಯಾಯಾಲಯದ ಆದೇಶದ ಮೇರೆಗೆ, ಶಿರಸ್ತೇದಾರರು, ಪ್ರಧಾನ ಸಿವಿಲ್ ಮತ್ತು ಜೆ.ಎಂ.ಎಫ್.ಸಿ. ನ್ಯಾಯಾಲಯ, ದೊಡ್ಡಬಳ್ಳಾಪುರ [500, 187, 610, 212]
notice-body: Whereas the plaintiff filed the suit for partition in O.S. NO.98/2019 against the defendants for the relief of partition and separate possession in respect of suit schedule property, it is very much necessary for plaintiff legal remedy, that this hon'ble court pleased to permit That the above case is posted to 31.01.2026 on that day, either person nor through your Advocate to appear before the Hon'ble Addl. civil Judge and JMFC court at Mulbagal at about 11-00 A.M. failing which case will be disposed in favour of plaintiff to answer the claim or to for the fresh disposal of the case, you must be prepared to produce on the day and all the documents upon which you are went to rely in support of your defense. Take notice that in default of your appearance on the day before mentioned, the suit will be heard and determined in your absence. Given under my hand and the seal of the office, this 16th day of Dec. 2025 [1062, 499, 1280, 608]
mundgod-title: ಪಟ್ಟಣ ಪಂಚಾಯತ, ಮುಂಡಗೋಡ (ಉತ್ತರ ಕನ್ನಡ ಜಿಲ್ಲೆ)-581349 [847, 781, 1215, 801]
court-notice-doddaballapura-3 [252, 34, 370, 290]
parties: PETITIONERS: Sri. Borahanumaiah S/o late Byrappa, Aged about 70 years, residing at Singadasanahalli village, Kasaba Hobli, Magadi Taluk, Bangalore south district V/S RESPONDENTS: 1. The registrar of birth and death, The Tahasildar Magadi, Magadi Taluk, Bangalore south district 2. Smt. Gangahanumakka W/o late Byrappa Aged about 72 years, residing at Singadasanahalli village, Solur Hobli, Magadi Taluk, Bangalore south district. [850, 65, 1050, 124]
kbjnl-address2: ವಿಭಾಗ ಸಂ-8, ಝುಳಕಿ - 586204. ತಾ:ಇಂಡಿ, ಜಿ: ವಿಜಯಪುರ. [397, 1361, 565, 1371]
pwd-tender-ad [778, 1196, 1284, 2006]
notice-title: BEFORE THE MOTOR ACCIDENT CLAIMS TRIBUNAL AT BANGALORE [162, 299, 340, 316]
karkala-tender-ad [8, 1088, 316, 1460]
notice-title: IN THE COURT OF THE HON'BLE ADDL. CIVIL JUDGE AND JMFC AT MULBAGAL [1062, 411, 1280, 428]
kbjnl-signature: ಸಹಿ/- ಕಾರ್ಯಪಾಲಕ ಅಭಿಯಂತರರು, ಕೃಭಾಜನಿನಿ, ನಿಮಪೋ, ವಿಭಾಗ ಸಂ:8, ಝುಳಕಿ [420, 1618, 637, 1628]
cyan-dot [1130, 2006, 1141, 2017]
cal-value: : 06-01-2026 (ಸಾಯಂಕಾಲ 16:30 ಗಂಟೆಯ ನಂತರ) [1055, 1455, 1186, 1463]
cal-value: : 28-01-2026 (ಸಾಯಂಕಾಲ 16:00 ಗಂಟೆಯವರೆಗೆ) [1055, 1638, 1183, 1646]
sign-line: ಸಹಿ/- ಪ್ರಮಾಣೀಕರಿಸುವವರು [992, 384, 1050, 392]
notice-court-header: ಮಾನ್ಯ ಪ್ರಧಾನ ಸಿವಿಲ್ ಮತ್ತು ಜೆ.ಎಂ.ಎಫ್.ಸಿ. ನ್ಯಾಯಾಲಯ, ದೊಡ್ಡಬಳ್ಳಾಪುರ [647, 751, 771, 773]
notice-title: IN THE COURT OF THE HON'BLE PRINCIPAL CIVIL JUDGE AND J.M.F.C. AT: MAGADI [852, 39, 1048, 56]
case-number: No. 1210/2025 [1134, 71, 1208, 84]
cmyk-registration-marks [495, 2006, 551, 2017]
pn-schedule-head: SCHEDULE PROPERTY [390, 1068, 464, 1076]
notice-court-header: ಮಾನ್ಯ ಪ್ರಧಾನ ಸಿವಿಲ್ ಮತ್ತು ಜೆ.ಎಂ.ಎಫ್.ಸಿ. ನ್ಯಾಯಾಧೀಶರ ನ್ಯಾಯಾಲಯ, ದೊಡ್ಡಬಳ್ಳಾಪುರ [255, 37, 367, 59]
notice-body: ಅರ್ಜಿದಾರರು: ವೆಂಕಟಮ್ಮ ಕೋಂ ಲೇಟ್ ಹನುಮಂತಪ್ಪ, ಸುಮಾರು 70 ವರ್ಷ, ವಾಸ: ಕನಸವಾಡಿ ಗ್ರಾಮ, ಕಸಬಾ ಹೋಬಳಿ, ದೊಡ್ಡಬಳ್ಳಾಪುರ ತಾಲ್ಲೂಕು. ಎದುರುದಾರರು: ನೋಂದಣಾಧಿಕಾರಿಗಳು, ಜನನ ಮತ್ತು ಮರಣ ನೋಂದಣಿ, ತಹಶೀಲ್ದಾರರ ಕಚೇರಿ, ದೊಡ್ಡಬಳ್ಳಾಪುರ. ಮೇಲ್ಕಂಡ ಅರ್ಜಿದಾರರು ತಮ್ಮ ಪತಿ ದಿನಾಂಕ 14.04.2014 ರಂದು ಮರಣ ಹೊಂದಿರುವ ಬಗ್ಗೆ ಮರಣ ಪ್ರಮಾಣ ಪತ್ರ ಕೋರಿ ಅರ್ಜಿ ಸಲ್ಲಿಸಿರುತ್ತಾರೆ. ಈ ಬಗ್ಗೆ ಯಾರಿಗಾದರೂ ಆಕ್ಷೇಪಣೆ ಇದ್ದಲ್ಲಿ ಈ ಪ್ರಕಟಣೆ ಹೊರಬಿದ್ದ 30 ದಿನಗಳೊಳಗಾಗಿ ಹಾಜರಾಗಿ ಆಕ್ಷೇಪಣೆ ಸಲ್ಲಿಸತಕ್ಕದ್ದು. ತಪ್ಪಿದಲ್ಲಿ ಪ್ರಕರಣವನ್ನು ಏಕಪಕ್ಷೀಯವಾಗಿ ವಿಚಾರಣೆ ನಡೆಸಿ ಇತ್ಯರ್ಥಪಡಿಸಲಾಗುವುದು. ದಿನಾಂಕ 19.12.2025 ರಂದು ನ್ಯಾಯಾಲಯದ ಮುದ್ರೆಯೊಂದಿಗೆ ನೀಡಲಾಗಿದೆ. [256, 69, 366, 187]
col-emd: EMD (Rs.) [728, 1098, 769, 1117]
kmf-title2: ಮಹಾಮಂಡಳ ನಿಯಮಿತ [618, 956, 731, 973]
black-dot [1175, 2006, 1186, 2017]
notice-court-header: ಮಾನ್ಯ ಪ್ರಧಾನ ಸಿವಿಲ್ ಮತ್ತು ಜೆ.ಎಂ.ಎಫ್.ಸಿ. ನ್ಯಾಯಾಧೀಶರ ನ್ಯಾಯಾಲಯ, ದೊಡ್ಡಬಳ್ಳಾಪುರ [11, 37, 123, 59]
kbjnl-para1: ಮಾನ್ಯ ವ್ಯವಸ್ಥಾಪಕ ನಿರ್ದೇಶಕರು, ಕೃಭಾಜನಿನಿ, ಬೆಂಗಳೂರು ಇವರ ಪರವಾಗಿ ಕಾರ್ಯಪಾಲಕ ಇಂಜನೀಯರರು, ಕೃಭಾಜನಿನಿ, ಇಂಶಾಕಾ, ನಿಮಪೋ, ವಿಭಾಗ ಸಂ: 8 ಝುಳಕಿ ತಾ: ಇಂಡಿ ಇವರು ಕೆಟಿಪಿಪಿ ಕಾಯ್ದೆ ನಿಯಮ-28 ರನ್ವಯ ಕೆ.ಡಬ್ಲ್ಯೂ- 1, 2 ರಡಿ ಸೇರಿದಂತೆ ಭದ್ರತಾ ಠೇವಣಿ ಹೊರತು ಪಡಿಸಿ ಒಂದು ಲಕೋಟೆ ಪದ್ಧತಿಯನ್ನು ಅನುಸರಿಸಿ ಟೆಂಡರನ್ನು ಆಹ್ವಾನಿಸಿರುತ್ತಾರೆ. ಗುತ್ತಿಗೆದಾರರು ಒಂದು ಲಕೋಟೆಯಲ್ಲಿ ಟೆಂಡರ್‌ನ್ನು ಸಂದಾಯ ಮಾಡುವಂತೆ ಕೋರಲಾಗಿದೆ. ಕೆ.ಪಿ.ಡಬ್ಲ್ಯೂ.ಡಿ ದಡಿ 2025-26 ನೇ ಸಾಲಿನ ವಾರ್ಷಿಕ ದುರಸ್ತಿ ಹಾಗೂ ವಿಶೇಷ ದುರಸ್ತಿಯ 1 ಸಂಖ್ಯೆ ಹಾಗೂ ಕಾಲೋನಿ ನಿರ್ವಹಣೆ ಕಾಮಗಾರಿ ಸಂಖ್ಯೆ-28 ಕ್ಕೆ ಟೆಂಡರ್‌ಗಳನ್ನು ಆಹ್ವಾನಿಸಲಾಗಿರುತ್ತದೆ. ಕಾಮಗಾರಿಗಳ ಅಂದಾಜು ಮೊತ್ತ ರೂ. 30.36 ಲಕ್ಷ ಹಾಗೂ ಒಟ್ಟು ಗರಿಷ್ಠ ಮೊತ್ತ ರೂ. 10.16 ಲಕ್ಷ. [325, 1427, 637, 1502]
cal-value: : 19-01-2026 (ಸಾಯಂಕಾಲ 16:30 ಗಂಟೆಯ ನಂತರ) [1055, 1552, 1186, 1560]
court-notice-mvc-6929 [158, 294, 344, 738]
case-number: ಸಿ.ಮಿಶ್. ಸಂಖ್ಯೆ: 1698/2025 [30, 60, 104, 68]
knnl-ref: ಸಂ.ಕನೀನಿನಿ/ಮುಬದವಿ-3/ಎ.ಇ-2/ಇ-ಟೆಂಡರ್/2025-26/1730 [14, 822, 173, 832]
cell-slno: 1 [542, 1117, 562, 1157]
court-notice-doddaballapura-4 [374, 34, 492, 290]
work-code: 3. DMA/2025-26/WS/WORK_INDENT52732 [14, 1277, 162, 1287]
work-indent: 11. PWD/2025-26/BG/WORK_INDENT29469 (Extension) [827, 1507, 1014, 1517]
cmyk-registration-marks [1130, 2006, 1186, 2017]
tender-item-row [13, 1259, 311, 1275]
between-line: Between: Shashank. G ...Petitioner [1062, 85, 1178, 93]
newspaper-logo-icon: ಹೊ [8, 3, 30, 23]
notice-body: ಅರ್ಜಿದಾರರು: ಕಾದಮಾನಮ್ಮ ಬಿನ್ ಲೇಟ್ ನಾರಾಯಣ ಸ್ವಾಮಿ, ಸುಮಾರು 65 ವರ್ಷ, ವಾಸ: ನೆಲ್ಲುಕುಂಟೆ ಗ್ರಾಮ, ಕಸಬಾ ಹೋಬಳಿ, ದೊಡ್ಡಬಳ್ಳಾಪುರ ತಾಲ್ಲೂಕು. ಮೇಲ್ಕಂಡ ಅರ್ಜಿದಾರರು ತನ್ನ ತಂದೆ ದಿನಾಂಕ 21.09.1922 ರಂದು ಮರಣ ಹೊಂದಿರುವ ಬಗ್ಗೆ ಮರಣ ಪ್ರಮಾಣ ಪತ್ರ ಕೋರಿ ಅರ್ಜಿ ಸಲ್ಲಿಸಿರುತ್ತಾರೆ. ಆಕ್ಷೇಪಣೆ ಇದ್ದಲ್ಲಿ ದಿನಾಂಕ 30.01.2026 ರಂದು ಬೆಳಿಗ್ಗೆ 11 ಗಂಟೆಗೆ ಈ ನ್ಯಾಯಾಲಯದ ಮುಂದೆ ಹಾಜರಾಗಿ ಸಲ್ಲಿಸತಕ್ಕದ್ದು. ದಿನಾಂಕ 19.12.2025. [648, 783, 770, 859]
kmf-sig1: ಕರ್ನಾಟಕ ಸಹಕಾರ ಹಾಲು ಮಹಾಮಂಡಳ ಪರವಾಗಿ [657, 1208, 769, 1216]
karkala-phone: Ph.: 08258-230292, 08258-231023 Fax : 08258-235664 [75, 1144, 249, 1152]
masthead: ಹೊಸ ದಿಗಂತ [34, 6, 94, 21]
pramana-header: ಪ್ರಮಾಣ ಪತ್ರ [850, 305, 1050, 322]
case-number: O.S.No. 98/2019 [1144, 429, 1198, 437]
col-description: Description [562, 1098, 678, 1117]
schedule-head: SCHEDULE [543, 503, 579, 511]
pwd-para1: ಕಾರ್ಯನಿರ್ವಾಹಕ ಇಂಜನೀಯರರು, ಲೋಕೋಪಯೋಗಿ ಇಲಾಖೆ, ಧಾರವಾಡರವರು ಕರ್ನಾಟಕ ರಾಜ್ಯಪಾಲರ ಪರವಾಗಿ ಕೆ.ಟಿ.ಪಿ.ಪಿ 2000 ರನ್ವಯ ಮತ್ತು ಸ್ಟ್ಯಾಂಡರ್ಡ್ ದಾಕ್ಯುಮೆಂಟ್ ಕೆ ಡಬ್ಲ್ಯೂ-1,2,3,4ರ ನಿಯಮದಂತೆ ಕರ್ನಾಟಕ ಸರ್ಕಾರದ ಕೆ.ಪಿ.ಪಿ.ಪಿ. (kppp.karnataka.gov.in) ಪೋರ್ಟಲ್ ಮೂಲಕ ಕರ್ನಾಟಕ ಲೋಕೋಪಯೋಗಿ ಇಲಾಖೆಯಲ್ಲಿ ನೋಂದಣೆ ಮಾಡಿದ ಅರ್ಹಗುತ್ತಿಗೆದಾರರಿಂದ ದ್ವಿ-ಲಕೋಟೆ ಪದ್ಧತಿಯಲ್ಲಿ ಕನಿಷ್ಠ ರೂ.5.6 ಲಕ್ಷಗಳಿಂದ ಗರಿಷ್ಠ ರೂ. 1000.00 ಲಕ್ಷಗಳ ವರೆಗೆ, 2216-07-053-0-01-200 ಲೋಕೋಪಯೋಗಿ ವಸತಿ ಹಾಗೂ ನ್ಯಾಯಾಂಗ ವಸತಿ ಗೃಹಗಳ ದುರಸ್ತಿ/ನಿರ್ವಹಣೆ, 2059-80-053-4-00-200 ವಿವಿಧ ಇಲಾಖಾ ಕಟ್ಟಡಗಳ ದುರಸ್ತಿ/ನಿರ್ವಹಣೆ, 3054-04-337-1-10-200 ಜಿಲ್ಲಾ ಮತ್ತು ಇತರೆ ರಸ್ತೆಗಳ ನಿರ್ವಹಣೆ ಅಡಿ 3054-03-337-0-05-200 ರಾಜ್ಯ ಹೆದ್ದಾರಿ ರಸ್ತೆಗಳ ನಿರ್ವಹಣೆ ಅಡಿ, 3054-04-105-0-01-200 ಜಿಲ್ಲಾ ಮತ್ತು ಇತರೆ ರಸ್ತೆ ಸೇತುವೆಗಳ ನಿರ್ವಹಣೆ, 4059-80-051-0-29-386 ಇಲಾಖಾ ಕಟ್ಟಡಗಳ ನಿರ್ಮಾಣ ಹಾಗೂ 2024-25 ನೇ ಸಾಲಿನ 8443 Deposit Contribution ಲೆಕ್ಕಶೀರ್ಷಿಕೆ ಅಡಿ ಬರುವ ಕಾಮಗಾರಿಗಳಿಗೆ ಟೆಂಡರ್‌ನ್ನು ಆಹ್ವಾನಿಸಲಾಗಿದೆ. [783, 1313, 1279, 1368]
pwd-group1 [783, 1373, 1279, 1412]
case-number: ಸಿ.ಮಿಶ್. ಸಂಖ್ಯೆ: 1098/2025 [396, 60, 470, 68]
pwd-dipr: ಟಿಸಿಆರ್/ಧಾರವಾಡ/1017/ಮರ್ಗದರ್/2025-26 [783, 1700, 888, 1708]
readers-attention-box [644, 294, 840, 436]
mundgod-dates: (1) ಫ್ರೀ ಬಿಡ್ ಮೀಟಿಂಗ್ ದಿನಾಂಕ: 26-12-2025 ರ ಸಾಯಂಕಾಲ 03.00 ಗಂಟೆಯವರೆಗೆ (2) ಟೆಂಡರಗಳನ್ನು ಸಲ್ಲಿಸಲು ಕೊನೆಯ ದಿನಾಂಕ: 31-12-2025 ರ ಸಾಯಂಕಾಲ 04.00 ಗಂಟೆಯವರೆಗೆ. (3) ತಾಂತ್ರಿಕ ಬಿಡ್ ತೆರೆಯುವ ದಿನಾಂಕ: 01-01-2026 ರ ಸಾಯಂಕಾಲ 05.00 ಗಂಟೆಯವರೆಗೆ. (4) ಆರ್ಥಿಕ ಬಿಡ್ ತೆರೆಯುವ ದಿನಾಂಕ: 05-01-2026 ರ ಸಾಯಂಕಾಲ 05.00 ಗಂಟೆಯವರೆಗೆ. (ರಜೆ ಇದ್ದಲ್ಲಿ ಕಚೇರಿ ಆವಧಿಯ ಮುಂದಿನ ದಿನಾಂಕ ಪರಿಗಣಿಸುವುದು) [783, 940, 1279, 972]
mi-signature: ಸಹಿ/- ಕಾರ್ಯನಿರ್ವಾಹಕ ಇಂಜನೀಯರರು, ಸಣ್ಣ ನೀರಾವರಿ ಮತ್ತು ಅಂತರ್ಜಲ ಅಭಿವೃದ್ಧಿ ಇಲಾಖೆ ವಿಭಾಗ, ಬೆಳಗಾವಿ [24, 1743, 311, 1753]
group-label: 1) ಸಾಮಾನ್ಯ : [785, 1376, 819, 1386]
minor-irrigation-tender-ad [8, 1486, 316, 2006]
court-notice-acjm-7582 [348, 294, 478, 906]
order-line: By Order of the Court, Senior Sheristedar, City Civil Court, Bengaluru. [486, 562, 636, 579]
pwd-group2 [783, 1469, 1279, 1520]
karkala-subtitle: ಕಾರ್ಕಳ - 574104 ಉಡುಪಿ ಜಿಲ್ಲೆ [117, 1113, 207, 1123]
kmf-banner: ಅಲ್ಪಾವಧಿ ಟೆಂಡರ್ ಪ್ರಕಟಣೆ [541, 1024, 769, 1044]
cal-label: 1) ಆಕ್ಷೇಪಣೆ-ಸಂದೇಹ ದಿನಾಂಕ [783, 1627, 852, 1635]
advocate-line: Advocate for petitioner : Subramani. G.N., Advocate No.2824, 7th Main, K.S. Layout 2nd Stage, Bengaluru-560078. [163, 494, 339, 511]
cal-value: : 02-01-2026 (ಬೆಳಿಗ್ಗೆ 12:30 ಗಂಟೆಯವರೆಗೆ) [1055, 1423, 1169, 1431]
case-number: ಸಿ.ಮಿಶ್. ಸಂಖ್ಯೆ: 1103/2025 [274, 60, 348, 68]
court-notice-mulbagal [1058, 406, 1284, 734]
knnl-date: ದಿನಾಂಕ:22-12-2025 [252, 822, 312, 832]
mi-para3: ಹೆಚ್ಚಿನ ಮಾಹಿತಿಗಾಗಿ ಕಚೇರಿ ವೇಳೆಯಲ್ಲಿ ಸಂಪರ್ಕಿಸಬಹುದು ಅಥವಾ www.kppp.gov.in ವೆಬ್‌ಸೈಟ್ ನೋಡಬಹುದಾಗಿದೆ. ರಜಾ ದಿನವಿದ್ದಲ್ಲಿ ಮುಂದಿನ ಕೆಲಸದ ದಿನದಂದು ಅದೇ ವೇಳೆಗೆ ನಡೆಯುವುದು. ಷರತ್ತು ಬದ್ಧ ಟೆಂಡರ್‌ಗಳನ್ನು ತಿರಸ್ಕರಿಸಲಾಗುವುದು. [13, 1708, 311, 1740]
cell-emd: 13,00,000/- [728, 1117, 769, 1157]
case-number: ಸಿ.ಮಿಶ್. ಸಂಖ್ಯೆ: 1099/2025 [518, 60, 592, 68]
mi-ref: No.EE /MI&GWDDD/BGM/TND/AE/2025-26/4431 [14, 1574, 182, 1584]
yellow-dot [1160, 2006, 1171, 2017]
work-indent: 10. PWD/2025-26/BG/WORK_INDENT29468 (Extension) [821, 1495, 1009, 1505]
notice-body: ಅರ್ಜಿದಾರರು: ರಾಮಯ್ಯ ಬಿನ್ ಲೇಟ್ ಮುನಿಯಪ್ಪ, ಸುಮಾರು 68 ವರ್ಷ, ವಾಸ: ಮಧುರೆ ಹೋಬಳಿ, ದೊಡ್ಡಬಳ್ಳಾಪುರ ತಾಲ್ಲೂಕು. ಎದುರುದಾರರು: ನೋಂದಣಾಧಿಕಾರಿಗಳು, ಜನನ ಮತ್ತು ಮರಣ ನೋಂದಣಿ, ತಹಶೀಲ್ದಾರರ ಕಚೇರಿ, ದೊಡ್ಡಬಳ್ಳಾಪುರ. ಮೇಲ್ಕಂಡ ಅರ್ಜಿದಾರರು ತಮ್ಮ ತಾಯಿ ದಿನಾಂಕ 19.12.2005 ರಂದು ಮರಣ ಹೊಂದಿರುವ ಬಗ್ಗೆ ಮರಣ ಪ್ರಮಾಣ ಪತ್ರ ಕೋರಿ ಅರ್ಜಿ ಸಲ್ಲಿಸಿರುತ್ತಾರೆ. ಈ ಬಗ್ಗೆ ಯಾರಿಗಾದರೂ ಆಕ್ಷೇಪಣೆ ಇದ್ದಲ್ಲಿ ಈ ಪ್ರಕಟಣೆ ಹೊರಬಿದ್ದ 30 ದಿನಗಳೊಳಗಾಗಿ ಹಾಜರಾಗಿ ಆಕ್ಷೇಪಣೆ ಸಲ್ಲಿಸತಕ್ಕದ್ದು. ತಪ್ಪಿದಲ್ಲಿ ಪ್ರಕರಣವನ್ನು ಏಕಪಕ್ಷೀಯವಾಗಿ ವಿಚಾರಣೆ ನಡೆಸಿ ಇತ್ಯರ್ಥಪಡಿಸಲಾಗುವುದು. ದಿನಾಂಕ 19.12.2025 ರಂದು ನ್ಯಾಯಾಲಯದ ಮುದ್ರೆಯೊಂದಿಗೆ ನೀಡಲಾಗಿದೆ. [500, 69, 610, 187]
col-quantity: Quantity [678, 1098, 728, 1117]
work-indent: 3. PWD/2025-26/BD/WORK_INDENT30998 [785, 1387, 927, 1397]
notice-head: PAPER NOTIFICATION NOTICE UNDER ORDER 5 RULE 20 READ WITH SECTION 151 OF CPC., OF 1908. [1063, 482, 1279, 498]
cal-value: : 17-01-2026 (ಸಾಯಂಕಾಲ 16:00 ಗಂಟೆಯವರೆಗೆ) [1055, 1542, 1183, 1549]
court-notice-cmis-1097 [644, 748, 774, 930]
work-indent: 7. PWD/2025-26/RD/WORK_INDENT29730 [820, 1472, 962, 1482]
kmf-signature: ಸಹಿ/- ನಿರ್ದೇಶಕರು (ಖರೀದಿ) [705, 1219, 769, 1227]
case-number: Crl.Mis.No.995/2025 [709, 465, 775, 473]
kmf-address: ಕಹಾಮ ಸಂಕೀರ್ಣ, ಡಾ| ಎಂ.ಹೆಚ್.ಮರಿಗೌಡ ರಸ್ತೆ, ಬೆಂಗಳೂರು-560029. [571, 975, 739, 982]
mundgod-work1: ಕಾಮಗಾರಿ ವಿವರ: (1) ಕಣ್ಣಿಗಟ್ಟಿ ಕೆರೆಗೆ ಸೇರುವ ಕೊಳಚೆ ನೀರನ್ನು ಸಂಸ್ಕರಿಸಲು ಕಾಲುವೆ ನಿರ್ಮಿಸುವುದು ಮತ್ತು ಸದರಿ ಕಾಲುವೆ ಮೇಲೆ ನಿಗದಿತ ಅಂತರದಲ್ಲಿ ಸಂಗ್ರಹತೊಟ್ಟಿ ಅಳವಡಿಸಿ ಜೈವಿಕ ದ್ರಾವಣ ಪೂರೈಸುವುದು. DMA/2025-26/OW/WORK_INDENT48031Call-2, ಟೆಂಡರಿಗಿಟ್ಟ ಮೊತ್ತ: ರೂ. 24.79 ಲಕ್ಷ, ಇ.ಎಮ್.ಡಿ.: ರೂ. 50000/- ಮೀಸಲಾತಿ: ಸಾಮಾನ್ಯ, ಗುತ್ತಿಗೆದಾರರ ದರ್ಜೆ: ಅರ್ಹ ಸಿವಿಲ್ ಗುತ್ತಿಗೆದಾರರು [783, 977, 1279, 1008]
karkala-date: ದಿನಾಂಕ : 17-12-2025 [246, 1158, 310, 1168]
pwd-sub2: ಧಾರವಾಡ. ದೂ.: 0836-2747944, ಇ-ಮೇಲ್: eepwddha@gmail.com [944, 1232, 1160, 1242]
court-notice-magadi-english [846, 34, 1054, 292]
cell-quantity: Single job work as detailed in tender document [678, 1117, 728, 1157]
cal-value: : 03-01-2026 (ಸಾಯಂಕಾಲ 16:00 ಗಂಟೆಯವರೆಗೆ) [1055, 1434, 1183, 1442]
mi-gov: ಕರ್ನಾಟಕ ಸರ್ಕಾರ [130, 1492, 194, 1504]
kbjnl-dipr: ನಿಪ್ರವಾ/ಪ್ರಕಟಣೆ/565/ಟೆಂಡರ್-10/2025-26 [325, 1628, 423, 1636]
mundgod-para1: ಕರ್ನಾಟಕ ಸರ್ಕಾರದ ಸಾರ್ವಜನಿಕ ಪಾರದರ್ಶಕ ಕಾಯ್ದೆ 1999 ಹಾಗೂ ನಿಯಮ -2000 ರಂತೆ ಅಮೃತ ನಿರ್ಮಲ ನಗರ ಹಾಗೂ SBM 2.0 ಅನುದಾನದಲ್ಲಿ ಮಂಜೂರಾದ ಈ ಕೆಳಕಂಡ ಕಾಮಗಾರಿಯನ್ನು, ಕಾಮಗಾರಿಗಳನ್ನು, ಕರ್ನಾಟಕ ಸಾರ್ವಜನಿಕ ಸಂಗ್ರಹಣೆಯ ಪೋರ್ಟಲ್ ಮೂಲಕ ಏಕ ಲಕೋಟೆ ಪದ್ಧತಿಯಲ್ಲಿ ಟೆಂಡರ್ ದಾಕ್ಯುಮೆಂಟ್ ನಿಬಂಧನೆಗೊಳಪಟ್ಟಂತೆ, ಲೋಕಪಯೋಗಿ ಇಲಾಖೆಯಲ್ಲಿ ನೋಂದಾಯಿಸಿದ ಅರ್ಹ ಗುತ್ತಿಗೆದಾರರಿಂದ ನಿಶ್ಚಿತ ಕಾಮಗಾರಿಯ ಹೆಸರನ್ನು ನಮೂದಿಸಿದ ಟೆಂಡರಗಳನ್ನು, ಕರ್ನಾಟಕ ಸಾರ್ವಜನಿಕ ಸಂಗ್ರಹಣೆಯ ಪೋರ್ಟಲ್ ಮೂಲಕ ಕರೆಯಲಾಗಿದ್ದು, ಕರ್ನಾಟಕ ಸಾರ್ವಜನಿಕ ಸಂಗ್ರಹಣೆಯ ಪೋರ್ಟಲ್ ನಿಯಮಗಳ ಮತ್ತು ಟೆಂಡರು ಕರಾರುಗಳ ಅನ್ವಯ ಟೆಂಡರ್ ಫಾರ್ಮ್‌ಗಳನ್ನು ಪಡೆಯುವುದು, ಭರ್ತಿ ಮಾಡುವುದು ಮತ್ತು ಸಲ್ಲಿಸುವುದು https://kppp.karnataka.gov.in/ ವೆಬ್‌ಸೈಟ್ ಮುಖಾಂತರ ಮಾತ್ರ. [783, 882, 1279, 935]
mundgod-portal-line: (ಕರ್ನಾಟಕ ಸಾರ್ವಜನಿಕ ಸಂಗ್ರಹಣೆಯ ಪೋರ್ಟಲ್ ಮುಖಾಂತರ ಮಾತ್ರ) [909, 869, 1153, 882]
court-notice-lxxv [482, 294, 640, 838]
notice-body: ಅರ್ಜಿದಾರರು: ಮುನಿಯಮ್ಮ ಕೋಂ ಲೇಟ್ ಮುನಿಶಾಮಪ್ಪ, ಸುಮಾರು 62 ವರ್ಷ, ವಾಸ: ಕಸಬಾ ಹೋಬಳಿ, ದೊಡ್ಡಬಳ್ಳಾಪುರ ತಾಲ್ಲೂಕು, ಬೆಂಗಳೂರು ಗ್ರಾಮಾಂತರ ಜಿಲ್ಲೆ. ಎದುರುದಾರರು: ನೋಂದಣಾಧಿಕಾರಿಗಳು, ಜನನ ಮತ್ತು ಮರಣ ನೋಂದಣಿ, ತಹಶೀಲ್ದಾರರ ಕಚೇರಿ, ದೊಡ್ಡಬಳ್ಳಾಪುರ. ಮೇಲ್ಕಂಡ ಅರ್ಜಿದಾರರು ತಮ್ಮ ಪತಿ ದಿನಾಂಕ 14.04.1998 ರಂದು ಮರಣ ಹೊಂದಿರುವ ಬಗ್ಗೆ ಮರಣ ಪ್ರಮಾಣ ಪತ್ರ ನೀಡುವಂತೆ ಕೋರಿ ಈ ನ್ಯಾಯಾಲಯದಲ್ಲಿ ಅರ್ಜಿ ಸಲ್ಲಿಸಿರುತ್ತಾರೆ. ಈ ಬಗ್ಗೆ ಯಾರಿಗಾದರೂ ಆಕ್ಷೇಪಣೆ ಇದ್ದಲ್ಲಿ ಈ ಪ್ರಕಟಣೆ ಪ್ರಕಟವಾದ 30 ದಿನಗಳೊಳಗಾಗಿ ಖುದ್ದಾಗಿ ಅಥವಾ ವಕೀಲರ ಮುಖಾಂತರ ಈ ನ್ಯಾಯಾಲಯದ ಮುಂದೆ ಹಾಜರಾಗಿ ಆಕ್ಷೇಪಣೆ ಸಲ್ಲಿಸತಕ್ಕದ್ದು. ತಪ್ಪಿದಲ್ಲಿ ಪ್ರಕರಣವನ್ನು ಏಕಪಕ್ಷೀಯವಾಗಿ ವಿಚಾರಣೆ ನಡೆಸಿ ಕಾನೂನು ರೀತ್ಯಾ ಇತ್ಯರ್ಥಪಡಿಸಲಾಗುವುದು. ದಿನಾಂಕ 19.12.2025 ರಂದು ನ್ಯಾಯಾಲಯದ ಮುದ್ರೆಯೊಂದಿಗೆ ನೀಡಲಾಗಿದೆ. [12, 69, 122, 221]
public-notice-subhead: :: ಸಾರ್ವಜನಿಕ ಪ್ರಕಟಣೆ :: [647, 60, 707, 68]
cal-label: 4) ಆರ್ಥಿಕ ಬಿಡ್ ತೆರೆಯುವ ದಿನಾಂಕ [783, 1455, 864, 1463]
tender-item-row [13, 1307, 311, 1323]
pn-advocate-address: No. 22, Near Kurumanra High School, Ramamurthy Nagar, Bengaluru-560 016. Ph: 74115 93547 [327, 1221, 527, 1237]
notice-court-header: ಮಾನ್ಯ ಪ್ರಧಾನ ಸಿವಿಲ್ ಮತ್ತು ಜೆ.ಎಂ.ಎಫ್.ಸಿ. ನ್ಯಾಯಾಧೀಶರ ನ್ಯಾಯಾಲಯ, ದೊಡ್ಡಬಳ್ಳಾಪುರ [499, 37, 611, 59]
knnl-para1: ವ್ಯವಸ್ಥಾಪಕ ನಿರ್ದೇಶಕರು, ಕನೀನಿನಿ, ಬೆಂಗಳೂರು ರವರ ಪರವಾಗಿ ಕಾರ್ಯನಿರ್ವಾಹಕ ಇಂಜನೀಯರ್ ಕನೀನಿನಿ, ಮುಬದಕಾನಿ ವಿಭಾಗ ಸಂ.3, ಬ್ಯಾಹಟ್ಟಿ ಧಾರವಾಡ 2701 ಲೆಕ್ಕಶೀರ್ಷಿಕೆ ಅಡಿ ಈ ಕೆಳಗೆ ನಮೂದಿಸಿರುವ ಇಂಡೆಂಟ್ ನಂಬರಿನ 01 ಕಾಮಗಾರಿಗೆ ಸೇರಿದಂತೆ ಟೆಂಡರ್‌ಗಳನ್ನು ದ್ವಿ-ಲಕೋಟೆ ಪದ್ಧತಿಯಲ್ಲಿ ಇ-ಪ್ರೊಕ್ಯೂರ್‌ಮೆಂಟ್ ಮೂಲಕ ಆಹ್ವಾನಿಸಲಾಗಿದೆ. [13, 871, 313, 898]
work-indent: 12. PWD/2025-26/BD/WORK_INDENT22301 [785, 1592, 930, 1602]
advocate-line: ಅರ್ಜಿದಾರರ ಪರ ವಕೀಲರು: ಎಂ. ರಘುನಾಥ್, ವಕೀಲರು [378, 213, 488, 229]
notice-footer: ನ್ಯಾಯಾಲಯದ ಆದೇಶದ ಮೇರೆಗೆ, ಸಹಿ/- ಶಿರಸ್ತೇದಾರರು [648, 170, 732, 187]
advocate-line: ಅರ್ಜಿದಾರರ ಪರ ವಕೀಲರು: ಬಿ.ಸಿ. ನಾಗರಾಜ್, ವಕೀಲರು [500, 213, 610, 229]
publication-head: PAPER PUBLICATION [916, 125, 984, 133]
kbjnl-tender-ad [320, 1316, 642, 2006]
cal-label: 4) ಆರ್ಥಿಕ ಬಿಡ್ ತೆರೆಯುವ ದಿನಾಂಕ [783, 1563, 864, 1570]
calendar-head: Calander of Events: [783, 1616, 859, 1626]
work-indent: 14. PWD/2025-26/BD/WORK_INDENT27630/Call-2 [785, 1603, 952, 1613]
kmf-dates: ಟೆಂಡರ್ ಪ್ರಾರಂಭವಾಗುವ ದಿನಾಂಕ : 23.12.2025 ರಿಂದ. ಟೆಂಡರ್ ಪೂರ್ವಭಾವಿ ಸಭೆ ದಿನಾಂಕ : 30.12.2025 ರಂದು ಬೆಳಿಗ್ಗೆ 11.00 ಗಂಟೆಗೆ. ಟೆಂಡರ್ ಸಲ್ಲಿಸಲು ಕೊನೆಯ ದಿನಾಂಕ : 06.01.2026 ರ ಸಂಜೆ 5.00 ಗಂಟೆ ಒಳಗಾಗಿ. ತಾಂತ್ರಿಕ ಟೆಂಡರ್ ತೆರೆಯುವ ದಿನಾಂಕ : 07.01.2026 ರಂದು ಸಂಜೆ 5.05 ಗಂಟೆಗೆ. ವಾಣಿಜ್ಯ ಟೆಂಡರ್ ತೆರೆಯುವ ದಿನಾಂಕ : ತಾಂತ್ರಿಕ ದಾಖಲಾತಿಗಳ ಪರಿಶೀಲನೆಯ ನಂತರ. ಹೆಚ್ಚಿನ ವಿವರಗಳನ್ನು ಟೆಂಡರ್ ದಾಖಲಾತಿಯಲ್ಲಿ ನೋಡಬಹುದು. [541, 1161, 769, 1206]
knnl-emd-line: ಇ.ಎಂ.ಡಿ ಮೊತ್ತ: ರೂ. 1,27,500/- [106, 920, 220, 932]
notice-body: ಅರ್ಜಿದಾರರು: ಗಂಗಮ್ಮ ಕೋಂ ಲೇಟ್ ನಾರಾಯಣಪ್ಪ, ಸುಮಾರು 58 ವರ್ಷ, ವಾಸ: ದರ್ಗಾಜೋಗಿಹಳ್ಳಿ ಗ್ರಾಮ, ದೊಡ್ಡಬಳ್ಳಾಪುರ ತಾಲ್ಲೂಕು. ಎದುರುದಾರರು: ನೋಂದಣಾಧಿಕಾರಿಗಳು, ಜನನ ಮತ್ತು ಮರಣ ನೋಂದಣಿ, ತಹಶೀಲ್ದಾರರ ಕಚೇರಿ, ದೊಡ್ಡಬಳ್ಳಾಪುರ. ಮೇಲ್ಕಂಡ ಅರ್ಜಿದಾರರು ತಮ್ಮ ತಂದೆ ದಿನಾಂಕ 16.03.2011 ರಂದು ಮರಣ ಹೊಂದಿರುವ ಬಗ್ಗೆ ಮರಣ ಪ್ರಮಾಣ ಪತ್ರ ಕೋರಿ ಅರ್ಜಿ ಸಲ್ಲಿಸಿರುತ್ತಾರೆ. ಈ ಬಗ್ಗೆ ಯಾರಿಗಾದರೂ ಆಕ್ಷೇಪಣೆ ಇದ್ದಲ್ಲಿ ನಿಗದಿತ ದಿನಾಂಕದಂದು ಖುದ್ದಾಗಿ ಅಥವಾ ವಕೀಲರ ಮುಖಾಂತರ ಹಾಜರಾಗಿ ಆಕ್ಷೇಪಣೆ ಸಲ್ಲಿಸತಕ್ಕದ್ದು. ತಪ್ಪಿದಲ್ಲಿ ಪ್ರಕರಣವನ್ನು ಏಕಪಕ್ಷೀಯವಾಗಿ ವಿಚಾರಣೆ ನಡೆಸಿ ಇತ್ಯರ್ಥಪಡಿಸಲಾಗುವುದು. ದಿನಾಂಕ 19.12.2025 ರಂದು ನ್ಯಾಯಾಲಯದ ಮುದ್ರೆಯೊಂದಿಗೆ ನೀಡಲಾಗಿದೆ. [134, 69, 244, 187]
mundgod-date: ದಿನಾಂಕ: 19-12-2025 [1216, 829, 1278, 839]
magenta-dot [1145, 2006, 1156, 2017]
vs-line: V/s [1165, 448, 1177, 456]
karkala-para: ಕಾರ್ಕಳ ಪುರಸಭೆಯ 2024-25ನೇ ಸಾಲಿನ ಎಸ್.ಎಫ್.ಸಿ ಮುಕ್ತನಿಧಿ (ಉಳಿಕೆ), 2025-26 ನೇ ಸಾಲಿನ ಎಸ್.ಎಫ್.ಸಿ ಹಾಗೂ ಪುರಸಭಾ ನಿಧಿ ಟಿ.ಎಸ್.ಪಿ, ಎಸ್.ಸಿ.ಎಸ್.ಪಿ., ಕೇ. 7.25, ಪುರಸಭಾ ನಿಧಿ (24.10%) ಹಾಗೂ 2021-22ನೇ ಸಾಲಿನ 15ನೇ ಹಣಕಾಸು ಯೋಜನೆಯ NMPC (ಉಳಿಕೆ) ಅನುದಾನದಡಿ ಈ ಕೆಳಗಿನ ಕಾಮಗಾರಿಗಳನ್ನು ನಿರ್ವಹಿಸಲು ಅರ್ಹ ಲೋಕೋಪಯೋಗಿ ಇಲಾಖೆಯಲ್ಲಿ ನೋಂದಾಯಿತ ಗುತ್ತಿಗೆದಾರರಿಂದ ನಿರ್ದಿಷ್ಟ ಟೆಂಡರ್ ದಸ್ತಾವೇಜಿನಲ್ಲಿ (Standard tender document) ಟೆಂಡರ್‌ಗಳನ್ನು KPPP ಪೋರ್ಟಲ್ (Website: kppp.karnataka.gov.in/) ಮುಖಾಂತರ ಆಹ್ವಾನಿಸಲಾಗಿದೆ. [13, 1193, 311, 1238]
knnl-address2: ತಾ: ಹುಬ್ಬಳ್ಳಿ, ಜಿ: ಧಾರವಾಡ 580023. ಫೋನ್: 0836–2315225 ಫ್ಯಾಕ್ಸ್: 2315226. [59, 789, 267, 797]
work-indent: 6. PWD/2025-26/SE0722 [871, 1399, 953, 1409]
advocate-line: ADVOCATE FOR PETITIONER MANJUNATHA, B.A. LLB., Advocate, Off: Kanakavrutha Near taluk office MULBAGAL-563131 [1062, 625, 1280, 642]
page-title: ಜಾಹೀರಾತು [616, 4, 676, 21]
cyan-dot [495, 2006, 506, 2017]
mundgod-work2: (2) Environmental monitoring and sample analysis and Supplying safty equimpments, diesel to Legacy waste processing under Swachh Bdarath (urban) - 2.0 at Mundgod TP SWM Site, DMA/2024-25/Se3097/Call-6, ಟೆಂಡರಿಗಿಟ್ಟ ಮೊತ್ತ: ರೂ. 15.33 ಲಕ್ಷ, ಇ.ಎಮ್.ಡಿ.: ರೂ.38325/- ಮೀಸಲಾತಿ: ಸಾಮಾನ್ಯ, ಗುತ್ತಿಗೆದಾರರ ದರ್ಜೆ: ಅರ್ಹ ಗುತ್ತಿಗೆದಾರರು. [783, 1013, 1279, 1045]
work-indent: 13. PWD/2024-25/BD/WORK_INDENT19499/Call-2 [936, 1592, 1103, 1602]
notice-body: 2. Gunite Tech Nemis, No.18/5, Sonnappanahalli Village, Bettahalasuru, Jala Hobli, Bangalore 562 157. Whereas the petitioner has filed the above claim case seeking compensation of Rs. 10,00,000/- for the injury sustained by the petitioner in a RTA dated 29.01.2025 at about 09.17 p.m. Caused by your Vehicle Cement Bulker bearing Reg. No. KA-01-AE-8222, Near Chikkasanne Gate, BB Road, Bangalore City, you are hereby summoned to appear on dated 24/01/2026 at 11:00 AM. Before SCCH-1 this Hon'ble Tribunal, either personally or through an Advocate, failing which the matter will be decided ex-parte. Given under my hand and seal of the court on this 15/12/2025 [1062, 122, 1280, 198]
knnl-title: ಕರ್ನಾಟಕ ನೀರಾವರಿ ನಿಗಮ ನಿಯಮಿತ [97, 750, 265, 767]
case-number: P & S.C. No. 172/2019 (CCH-76) [509, 317, 613, 325]
notice-body: WHEREAS, the above petition is filed under Section 372 of Indian Succession Act, for the grant of Succession Certificate in respect of Schedule Mentioned below. The below Schedule has held by grandfather, by name, Nadur Kallaiah Eswaraiah, of the Petitioners and has expired on 28.03.1982. Interested parties/General Public are hereby called upon to appear before this Court in person or by pleader duly instructed on 02.02.2026 at 11.00 am. informed to show cause against the petitioners failing, wherein the appearance will be heard and declared as Ex-Parte. [486, 401, 636, 502]
cal-value: : 23-01-2026 (ಬೆಳಿಗ್ಗೆ 12:30 ಗಂಟೆಯವರೆಗೆ) [1055, 1627, 1169, 1635]
kmf-date: ದಿನಾಂಕ: 23.12.2025 [707, 1008, 768, 1018]
mundgod-sig2: ಪಟ್ಟಣ ಪಂಚಾಯತ ಮುಂಡಗೋಡ [1192, 1060, 1279, 1070]
knnl-website: Website: www.knnlindia.com [114, 808, 212, 816]
knnl-dipr: ಡಿಐಪಿಆರ್/ಧಾರವಾಡ/1016/ಮನೆಕಾರ್/2025-26 [13, 979, 114, 995]
kbjnl-para3: ಟೆಂಡರ್ ವಿವರ: 1] ಟೆಂಡರ್ ದಾಖಲೆ ಪಡೆಯುವ ದಿನಾಂಕ: 23.12.2025 ರಿಂದ 30.12.2025 ರವರೆಗೆ ಸಾಯಂಕಾಲ 4.30 ಗಂಟೆ. 2] ಟೆಂಡರ್ ತೆರೆಯುವ ದಿನಾಂಕ: 01.01.2026 ಬೆಳಿಗ್ಗೆ 11.00 ಗಂಟೆಗೆ. 3] ಪಿ.ಡಬ್ಲ್ಯೂ.ಡಿ ಕ್ಲಾಸ್-3 ಹಾಗೂ ಪಿ.ಡಬ್ಲ್ಯೂ.ಡಿ ಕ್ಲಾಸ್-3 ನೋಂದಣಿಯನ್ನು, ಕ್ಲಾಸ್-4 ದರ್ಜೆ ನೋಂದಣಿಯನ್ನು ಮಾಡಿದ ಪ್ರಮಾಣ ಪತ್ರ ಮಾತ್ರ. 4] ಜಿ.ಎಸ್.ಟಿ, ಯು.ಡಿ.ಐ.ಎನ್ ನಮೂದಿತ ಟರ್ನ್ ಓವರ್, ಸಂಬಂಧಿತ ವರ್ಷಗಳ ಐ.ಟಿ.ರೀಟರ್ನ್, ಸಲ್ಲಿಸಿದ ಕಾಮಗಾರಿಗಳಿಗೆ 10 ವರ್ಷ ಅನುಭವ ಪತ್ರ ಅಗತ್ಯವಿರುತ್ತದೆ. (Contracts belongs to Cat-I, IIA bidders compulsory upload valid Proforma-I (NAMUNE-I) As per G.O order). ಷರತ್ತು ಬದ್ಧ ಟೆಂಡರ್‌ಗಳನ್ನು ತಿರಸ್ಕರಿಸಲಾಗುವುದು, ಅಥವಾ ಯಾವುದೇ ಕಾರಣ ನೀಡದೆ ಟೆಂಡರ್ ರದ್ದುಪಡಿಸುವ ಅಧಿಕಾರ ಕಾರ್ಯಪಾಲಕ ಇಂಜನೀಯರರಿಗೆ ಇರುತ್ತದೆ. [325, 1539, 637, 1614]
tender-item-row [13, 1291, 311, 1307]
work-code: 2. DMA/2025-26/BD/WORK_INDENT52731 [14, 1261, 161, 1271]
notice-head: PUBLIC NOTICE [536, 393, 586, 401]
black-dot [540, 2006, 551, 2017]
order-line: By order of the Court, Assistant Registrar, Court of Small Causes, Bengaluru. [1062, 198, 1280, 206]
mundgod-sig1: ಸಹಿ/- ಮುಖ್ಯಾಧಿಕಾರಿ [1226, 1049, 1279, 1059]
respondent-line: AND : Giridhar .G.L And Another ...Respondents [162, 341, 322, 349]
notice-body: ನಾನು, ಶ್ರೀಮತಿ ಲಕ್ಷ್ಮಮ್ಮ ಕೋಂ ನರಸಿಂಹಯ್ಯ, ವಾಸ: 14ನೇ ಡಿವಿಜನ್, ಕೆಂಚನಹಳ್ಳಿ ಮುಖ್ಯರಸ್ತೆ, ಬೆಂಗಳೂರು ಗ್ರಾಮಾಂತರ ಜಿಲ್ಲೆ ಎಂಬುದಾಗಿ ಪ್ರಮಾಣೀಕರಿಸುವುದೇನೆಂದರೆ, ಖಾತೆ ನಂ.257276954294 ರಲ್ಲಿನ ಬೆಂಗಳೂರು ಗ್ರಾಮಾಂತರ ಜಿಲ್ಲೆ, ಕೆಂಪೇಗೌಡ ರಸ್ತೆ, ಕೋಟೆ ಹೊಸೂರು, ದೇವನಹಳ್ಳಿ ವ್ಯಾಪ್ತಿಯಲ್ಲಿರುವ 2-00 ಎಕರೆ ಜಮೀನನ್ನು ನನ್ನ ಹೆಸರಿಗೆ ಖಾತೆ ಮಾಡಿಸಿಕೊಳ್ಳಲು ಡಿಎಸ್‌ಎಸ್ 05/2011-12 ರ ದಾಖಲೆಗಳನ್ನು ಆಧರಿಸಿ ಅರ್ಜಿ ಸಲ್ಲಿಸಿರುತ್ತೇನೆ. ಈ ಬಗ್ಗೆ ಯಾರಿಗಾದರೂ ಆಕ್ಷೇಪಣೆ ಇದ್ದಲ್ಲಿ 15 ದಿನಗಳೊಳಗಾಗಿ ಸಂಬಂಧಪಟ್ಟ ಕಚೇರಿಗೆ ಸಲ್ಲಿಸಬಹುದು. ನಂತರ ಬರುವ ಆಕ್ಷೇಪಣೆಗಳನ್ನು ಪರಿಗಣಿಸಲಾಗುವುದಿಲ್ಲ ಎಂದು ಪ್ರಮಾಣೀಕರಿಸುತ್ತೇನೆ. [850, 325, 1050, 383]
between-line: BETWEEN : Smt. Vani .C and Others ...Petitioner [162, 332, 323, 340]
mundgod-email: E-mail ID: tpmundgod@yahoo.co.in, Website: www.mundagodtown.mrc.gov.in [882, 802, 1180, 812]
group-label: 2) ಸಾಮಾನ್ಯ : [785, 1472, 819, 1482]
cal-value: : 30-01-2026 (ಸಾಯಂಕಾಲ 16:30 ಗಂಟೆಯ ನಂತರ) [1055, 1659, 1186, 1667]
public-notice-ad [322, 916, 532, 1296]
contact-phones: 9845438807 / 9611755391 [554, 873, 622, 900]
advocate-line: ಅರ್ಜಿದಾರರ ಪರ ವಕೀಲರು: ಕೆ.ಜಿ. ಶ್ರೀನಿವಾಸ್, ವಕೀಲರು, ದೊಡ್ಡಬಳ್ಳಾಪುರ [12, 247, 122, 263]
pwd-banner: ಟೆಂಡರ್ ಪ್ರಕಟಣೆ [783, 1265, 1279, 1285]
notice-footer: ನ್ಯಾಯಾಲಯದ ಆದೇಶದ ಮೇರೆಗೆ, ಶಿರಸ್ತೇದಾರರು, ಪ್ರಧಾನ ಸಿವಿಲ್ ಮತ್ತು ಜೆ.ಎಂ.ಎಫ್.ಸಿ. ನ್ಯಾಯಾಲಯ, ದೊಡ್ಡಬಳ್ಳಾಪುರ [256, 187, 366, 212]
contact-label: ಜಾಹೀರಾತಿಗಾಗಿ ಸಂಪರ್ಕಿಸಿ: [549, 855, 627, 865]
kmf-title1: ಕರ್ನಾಟಕ ಸಹಕಾರ ಹಾಲು ಉತ್ಪಾದಕರ [591, 939, 758, 955]
work-amount: ರೂ. 1.85 ಲಕ್ಷ [271, 1245, 310, 1255]
tender-item-row [13, 1243, 311, 1259]
court-notice-doddaballapura-5 [496, 34, 614, 290]
karkala-banner: ಇ-ಟೆಂಡರ್ ಪ್ರಕಟಣೆ [117, 1174, 207, 1191]
karkala-dates: ಪೋರ್ಟಲ್ ಮುಖಾಂತರ ಬಿಡ್ ಸ್ವೀಕರಿಸುವ ಕೊನೆಯ ದಿನಾಂಕ : 01/01/2026 ಅಪರಾಹ್ನ 4:30 ಗಂಟೆ. ಪೋರ್ಟಲ್ ಮುಖಾಂತರ ಬಿಡ್ ಗಳನ್ನು ತೆರೆಯುವ ದಿನಾಂಕ: 03/01/2026 ಪೂರ್ವಾಹ್ನ 10:30 ಗಂಟೆ [13, 1327, 311, 1344]
work-indent: 1. PWD/2025-26/BD/WORK_INDENT30320 [820, 1376, 962, 1386]
work-indent: 2. PWD/2025-26/BD/WORK_INDENT30317 [967, 1376, 1109, 1386]
notice-title: IN THE COURT OF THE LXXV ADDL. CITY CIVIL & SESSIONS JUDGE AT BENGALURU [488, 299, 634, 316]
karkala-website: Website: www.karkalatown.mrc.gov.in, [102, 1125, 222, 1133]
pn-advocate: Babu M Abel, Advocate [391, 1212, 463, 1220]
case-number: C. Mis. No.426/2025 [917, 57, 983, 65]
readers-body: ಪತ್ರಿಕೆಯಲ್ಲಿ ಪ್ರಕಟಗೊಳ್ಳುವ ವಿಜ್ಞಾಪನೆಗಳ ವಿಷಯಗಳ ಸತ್ಯಾಸತ್ಯತೆಗೆ ಜಾಹೀರಾತುದಾರರೇ ಹೊಣೆಗಾರರು. ಆದರೆ ಅದಕ್ಕೆ ಪತ್ರಿಕೆ ಹಾಗೂ ಸಂಸ್ಥೆ ಜವಾಬ್ದಾರಿ ಆಗುವುದಿಲ್ಲ. ಓದುಗರು ಸೂಕ್ತ ವಿಚಾರಣೆ ನಡೆಸಿ ವ್ಯವಹರಿಸಬೇಕಾಗಿ ವಿನಂತಿ. [653, 315, 831, 342]
mi-para2: ಸದರಿ ಕಾಮಗಾರಿಗಳ ವಿವರಗಳನ್ನು ಇಲಾಖೆಯ ಸೂಚನಾ ಫಲಕದಲ್ಲಿ ಹಾಗೂ ವೆಬ್‌ಸೈಟ್‌ನಲ್ಲಿ ವೀಕ್ಷಿಸಬಹುದು. ಒಟ್ಟು 19 ಕಾಮಗಾರಿಗಳ ಅಂದಾಜು ಮೊತ್ತ ರೂ.482.50 ಲಕ್ಷಗಳು ಹಾಗೂ ಇ.ಎಂ.ಡಿ ಮೊತ್ತ ರೂ.07.00 ಲಕ್ಷ. 1. ಟೆಂಡರ್ ಸಲ್ಲಿಸುವ ಕೊನೆಯ ದಿನಾಂಕ: 29-12-2025 ಸಂಜೆ 4.00 ಗಂಟೆಯವರೆಗೆ. 2. ತಾಂತ್ರಿಕ ಬಿಡ್ ತೆರೆಯುವ ದಿನಾಂಕ: 31-12-2025 ರಂದು ಬೆಳಿಗ್ಗೆ 11.00 ಗಂಟೆಗೆ. 3. ಆರ್ಥಿಕ ಬಿಡ್ ತೆರೆಯುವ ದಿನಾಂಕ: 31-12-2025 ಸಂಜೆ 4.30 ಗಂಟೆಗೆ. [13, 1649, 311, 1702]
kmf-para: ಕರ್ನಾಟಕ ಸಹಕಾರ ಹಾಲುಮಹಾಮಂಡಳ, ಬೆಂಗಳೂರು ಈ ಕೆಳಕಂಡ ವಿವರಗಳನ್ವಯ ಸೇವಾದಾರರನ್ನು ಗುರುತಿಸಲು ಆಸಕ್ತಿಯುಳ್ಳ ಸಂಸ್ಥೆದಾರರಿಂದ ಟೆಂಡರ್‌ಗಳನ್ನು ಇ-ಪ್ರೊಕ್ಯೂರ್‌ಮೆಂಟ್ ಪೋರ್ಟಾಲ್ ಮುಖಾಂತರ ಆಹ್ವಾನಿಸಲಾಗಿದೆ. ಆಸಕ್ತಿಯುಳ್ಳ ಸಂಸ್ಥೆದಾರರು ವಿವರಗಳನ್ನು ಅಂತರ್ಜಾಲದ ಮೂಲಕ ಇ-ಪ್ರೊಕ್ಯೂರ್‌ಮೆಂಟ್ ವಿಳಾಸ http://kppp.karnataka.gov.in ಗೆ ಭೇಟಿ ನೀಡಿ ಪಡೆಯಬಹುದಾಗಿದೆ. [541, 1057, 769, 1093]
kbjnl-subtitle: (ಕರ್ನಾಟಕ ಸರ್ಕಾರದ ಒಂದು ಉದ್ಯಮ) [456, 1342, 542, 1350]
mundgod-tender-ad [778, 766, 1284, 1186]
cal-value: : 16-01-2026 (ಬೆಳಿಗ್ಗೆ 12:30 ಗಂಟೆಯವರೆಗೆ) [1055, 1531, 1169, 1539]
page-header [0, 0, 1292, 30]
pwd-ift: I.F.T – KW –1,2,3,4 [983, 1288, 1079, 1301]
work-indent: 9. PWD/2025-26/BR/WORK_INDENT29188 [785, 1484, 927, 1494]
cal-label: 2) ಗುತ್ತಿಗೆ ಪತ್ರಗಳನ್ನು ಸ್ವೀಕರಿಸುವ ಕೊನೆಯ ದಿನಾಂಕ [783, 1542, 898, 1549]
